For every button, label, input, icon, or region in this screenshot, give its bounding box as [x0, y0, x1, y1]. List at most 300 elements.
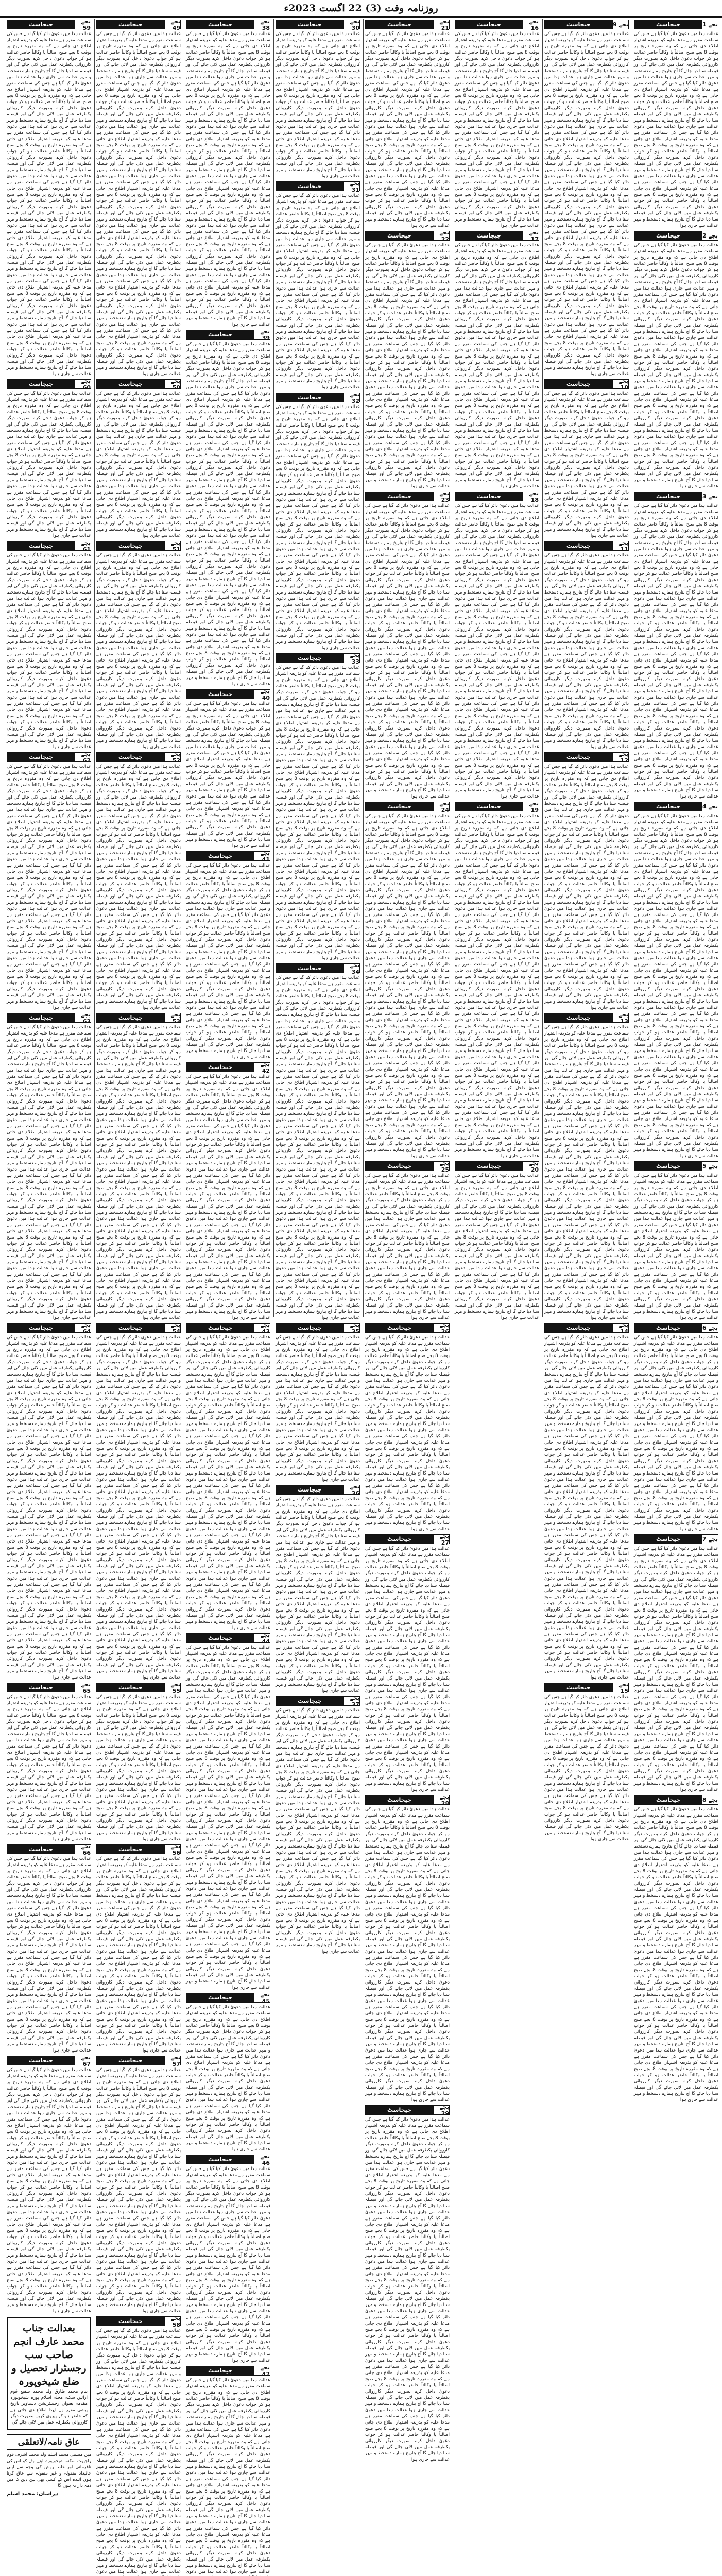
notice-number: بجے 37	[343, 1697, 359, 1705]
notice-number: بجے 22	[433, 231, 449, 240]
notice-body: عدالت ہذا میں دعویٰ دائر کیا گیا ہے جس کی سماعت مقرر ہے مدعا علیہ کو بذریعہ اشتہار اطلاع دی جاتی ہے کہ وہ مقررہ تاریخ پر بوقت 8 بجے صبح اصالتاً یا وکالتاً حاضر عدالت ہو کر جواب دعویٰ داخل کرے بصورت دیگر کارروائی یکطرفہ عمل میں لائی جائے گی اور فیصلہ سنا دیا جائے گا آج بتاریخ ہمارے دستخط و مہر عدالت سے جاری ہوا عدالت ہذا میں دعویٰ دائر کیا گیا ہے جس کی سماعت مقرر ہے مدعا علیہ کو بذریعہ اشتہار اطلاع دی جاتی ہے کہ وہ مقررہ تاریخ پر بوقت 8 بجے صبح اصالتاً یا وکالتاً حاضر عدالت ہو کر جواب دعویٰ داخل کرے بصورت دیگر کارروائی یکطرفہ عمل میں لائی جائے گی اور فیصلہ سنا دیا جائے گا آج بتاریخ ہمارے دستخط و مہر عدالت سے جاری ہوا عدالت ہذا میں دعویٰ دائر کیا گیا ہے جس کی سماعت مقرر ہے مدعا علیہ کو بذریعہ اشتہار اطلاع دی جاتی ہے کہ وہ مقررہ تاریخ پر بوقت 8 بجے صبح اصالتاً یا وکالتاً حاضر عدالت ہو کر جواب دعویٰ داخل کرے بصورت دیگر کارروائی یکطرفہ عمل میں لائی جائے گی اور فیصلہ سنا دیا جائے گا آج بتاریخ ہمارے دستخط و مہر عدالت سے جاری ہوا عدالت ہذا میں دعویٰ دائر کیا گیا ہے جس کی سماعت مقرر ہے مدعا علیہ کو بذریعہ اشتہار اطلاع دی جاتی ہے کہ وہ مقررہ تاریخ پر بوقت 8 بجے صبح اصالتاً یا وکالتاً حاضر عدالت ہو کر جواب دعویٰ داخل کرے بصورت دیگر کارروائی یکطرفہ عمل میں لائی جائے گی اور فیصلہ سنا دیا جائے گا آج بتاریخ ہمارے دستخط و مہر عدالت سے جاری ہوا عدالت ہذا میں دعویٰ دائر کیا گیا ہے جس کی سماعت مقرر ہے مدعا علیہ کو بذریعہ اشتہار اطلاع دی جاتی ہے کہ وہ مقررہ تاریخ پر بوقت 8 بجے صبح اصالتاً یا وکالتاً حاضر عدالت ہو کر جواب دعویٰ داخل کرے بصورت دیگر کارروائی یکطرفہ عمل میں لائی جائے گی اور فیصلہ سنا دیا جائے گا آج بتاریخ ہمارے دستخط و مہر عدالت سے جاری ہوا عدالت ہذا میں دعویٰ دائر کیا گیا ہے جس کی سماعت مقرر ہے مدعا علیہ کو بذریعہ اشتہار اطلاع دی جاتی ہے کہ وہ مقررہ تاریخ پر بوقت 8 بجے صبح اصالتاً یا وکالتاً حاضر عدالت ہو کر جواب دعویٰ داخل کرے بصورت دیگر کارروائی یکطرفہ عمل میں لائی جائے گی اور فیصلہ سنا دیا جائے گا آج بتاریخ ہمارے دستخط و مہر عدالت سے جاری ہوا	[455, 503, 539, 799]
notice-body: عدالت ہذا میں دعویٰ دائر کیا گیا ہے جس کی سماعت مقرر ہے مدعا علیہ کو بذریعہ اشتہار اطلاع دی جاتی ہے کہ وہ مقررہ تاریخ پر بوقت 8 بجے صبح اصالتاً یا وکالتاً حاضر عدالت ہو کر جواب دعویٰ داخل کرے بصورت دیگر کارروائی یکطرفہ عمل میں لائی جائے گی اور فیصلہ سنا دیا جائے گا آج بتاریخ ہمارے دستخط و مہر عدالت سے جاری ہوا عدالت ہذا میں دعویٰ دائر کیا گیا ہے جس کی سماعت مقرر ہے مدعا علیہ کو بذریعہ اشتہار اطلاع دی جاتی ہے کہ وہ مقررہ تاریخ پر بوقت 8 بجے صبح اصالتاً یا وکالتاً حاضر عدالت ہو کر جواب دعویٰ داخل کرے بصورت دیگر کارروائی یکطرفہ عمل میں لائی جائے گی اور فیصلہ سنا دیا جائے گا آج بتاریخ ہمارے دستخط و مہر عدالت سے جاری ہوا عدالت ہذا میں دعویٰ دائر کیا گیا ہے جس کی سماعت مقرر ہے مدعا علیہ کو بذریعہ اشتہار اطلاع دی جاتی ہے کہ وہ مقررہ تاریخ پر بوقت 8 بجے صبح اصالتاً یا وکالتاً حاضر عدالت ہو کر جواب دعویٰ داخل کرے بصورت دیگر کارروائی یکطرفہ عمل میں لائی جائے گی اور فیصلہ سنا دیا جائے گا آج بتاریخ ہمارے دستخط و مہر عدالت سے جاری ہوا عدالت ہذا میں دعویٰ دائر کیا گیا ہے جس کی سماعت مقرر ہے مدعا علیہ کو بذریعہ اشتہار اطلاع دی جاتی ہے کہ وہ مقررہ تاریخ پر بوقت 8 بجے صبح اصالتاً یا وکالتاً حاضر عدالت ہو کر جواب دعویٰ داخل کرے بصورت دیگر کارروائی یکطرفہ عمل میں لائی جائے گی اور فیصلہ سنا دیا جائے گا آج بتاریخ ہمارے دستخط و مہر عدالت سے جاری ہوا عدالت ہذا میں دعویٰ دائر کیا گیا ہے جس کی سماعت مقرر ہے مدعا علیہ کو بذریعہ اشتہار اطلاع دی جاتی ہے کہ وہ مقررہ تاریخ پر بوقت 8 بجے صبح اصالتاً یا وکالتاً حاضر عدالت ہو کر جواب دعویٰ داخل کرے بصورت دیگر کارروائی یکطرفہ عمل میں لائی جائے گی اور فیصلہ سنا دیا جائے گا آج بتاریخ ہمارے دستخط و مہر عدالت سے جاری ہوا عدالت ہذا میں دعویٰ دائر کیا گیا ہے جس کی سماعت مقرر ہے مدعا علیہ کو بذریعہ اشتہار اطلاع دی جاتی ہے کہ وہ مقررہ تاریخ پر بوقت 8 بجے صبح اصالتاً یا وکالتاً حاضر عدالت ہو کر جواب دعویٰ داخل کرے بصورت دیگر کارروائی یکطرفہ عمل میں لائی جائے گی اور فیصلہ سنا دیا جائے گا آج بتاریخ ہمارے دستخط و مہر عدالت سے جاری ہوا عدالت ہذا میں دعویٰ دائر کیا گیا ہے جس کی سماعت مقرر ہے مدعا علیہ کو بذریعہ اشتہار اطلاع دی جاتی ہے کہ وہ مقررہ تاریخ پر بوقت 8 بجے صبح اصالتاً یا وکالتاً حاضر عدالت ہو کر جواب دعویٰ داخل کرے بصورت دیگر کارروائی یکطرفہ عمل میں لائی جائے گی اور فیصلہ سنا دیا جائے گا آج بتاریخ ہمارے دستخط و مہر عدالت سے جاری ہوا	[544, 1335, 629, 1680]
notice-8	[634, 1795, 718, 2103]
notice-header	[7, 1013, 91, 1023]
notice-number: بجے 61	[75, 541, 91, 550]
notice-body: عدالت ہذا میں دعویٰ دائر کیا گیا ہے جس کی سماعت مقرر ہے مدعا علیہ کو بذریعہ اشتہار اطلاع دی جاتی ہے کہ وہ مقررہ تاریخ پر بوقت 8 بجے صبح اصالتاً یا وکالتاً حاضر عدالت ہو کر جواب دعویٰ داخل کرے بصورت دیگر کارروائی یکطرفہ عمل میں لائی جائے گی اور فیصلہ سنا دیا جائے گا آج بتاریخ ہمارے دستخط و مہر عدالت سے جاری ہوا عدالت ہذا میں دعویٰ دائر کیا گیا ہے جس کی سماعت مقرر ہے مدعا علیہ کو بذریعہ اشتہار اطلاع دی جاتی ہے کہ وہ مقررہ تاریخ پر بوقت 8 بجے صبح اصالتاً یا وکالتاً حاضر عدالت ہو کر جواب دعویٰ داخل کرے بصورت دیگر کارروائی یکطرفہ عمل میں لائی جائے گی اور فیصلہ سنا دیا جائے گا آج بتاریخ ہمارے دستخط و مہر عدالت سے جاری ہوا عدالت ہذا میں دعویٰ دائر کیا گیا ہے جس کی سماعت مقرر ہے مدعا علیہ کو بذریعہ اشتہار اطلاع دی جاتی ہے کہ وہ مقررہ تاریخ پر بوقت 8 بجے صبح اصالتاً یا وکالتاً حاضر عدالت ہو کر جواب دعویٰ داخل کرے بصورت دیگر کارروائی یکطرفہ عمل میں لائی جائے گی اور فیصلہ سنا دیا جائے گا آج بتاریخ ہمارے دستخط و مہر عدالت سے جاری ہوا	[276, 1335, 360, 1482]
notice-number: بجے 39	[254, 330, 270, 339]
notice-label: جیجاسٹ	[276, 654, 343, 663]
notice-label: جیجاسٹ	[7, 380, 75, 388]
notice-number: بجے 51	[164, 541, 180, 550]
notice-body: عدالت ہذا میں دعویٰ دائر کیا گیا ہے جس کی سماعت مقرر ہے مدعا علیہ کو بذریعہ اشتہار اطلاع دی جاتی ہے کہ وہ مقررہ تاریخ پر بوقت 8 بجے صبح اصالتاً یا وکالتاً حاضر عدالت ہو کر جواب دعویٰ داخل کرے بصورت دیگر کارروائی یکطرفہ عمل میں لائی جائے گی اور فیصلہ سنا دیا جائے گا آج بتاریخ ہمارے دستخط و مہر عدالت سے جاری ہوا عدالت ہذا میں دعویٰ دائر کیا گیا ہے جس کی سماعت مقرر ہے مدعا علیہ کو بذریعہ اشتہار اطلاع دی جاتی ہے کہ وہ مقررہ تاریخ پر بوقت 8 بجے صبح اصالتاً یا وکالتاً حاضر عدالت ہو کر جواب دعویٰ داخل کرے بصورت دیگر کارروائی یکطرفہ عمل میں لائی جائے گی اور فیصلہ سنا دیا جائے گا آج بتاریخ ہمارے دستخط و مہر عدالت سے جاری ہوا عدالت ہذا میں دعویٰ دائر کیا گیا ہے جس کی سماعت مقرر ہے مدعا علیہ کو بذریعہ اشتہار اطلاع دی جاتی ہے کہ وہ مقررہ تاریخ پر بوقت 8 بجے صبح اصالتاً یا وکالتاً حاضر عدالت ہو کر جواب دعویٰ داخل کرے بصورت دیگر کارروائی یکطرفہ عمل میں لائی جائے گی اور فیصلہ سنا دیا جائے گا آج بتاریخ ہمارے دستخط و مہر عدالت سے جاری ہوا	[276, 31, 360, 179]
notice-header	[455, 1161, 539, 1171]
notice-number: بجے 62	[75, 753, 91, 761]
notice-number: بجے 67	[75, 2056, 91, 2065]
notice-number: بجے 47	[254, 2366, 270, 2375]
notice-number: بجے 46	[254, 2155, 270, 2164]
notice-header	[634, 1795, 718, 1805]
notice-30	[276, 20, 360, 179]
notice-header	[634, 231, 718, 241]
notice-number: بجے 29	[433, 2106, 449, 2114]
notice-label: جیجاسٹ	[7, 541, 75, 550]
notice-number: بجے 24	[433, 802, 449, 811]
notice-body: عدالت ہذا میں دعویٰ دائر کیا گیا ہے جس کی سماعت مقرر ہے مدعا علیہ کو بذریعہ اشتہار اطلاع دی جاتی ہے کہ وہ مقررہ تاریخ پر بوقت 8 بجے صبح اصالتاً یا وکالتاً حاضر عدالت ہو کر جواب دعویٰ داخل کرے بصورت دیگر کارروائی یکطرفہ عمل میں لائی جائے گی اور فیصلہ سنا دیا جائے گا آج بتاریخ ہمارے دستخط و مہر عدالت سے جاری ہوا عدالت ہذا میں دعویٰ دائر کیا گیا ہے جس کی سماعت مقرر ہے مدعا علیہ کو بذریعہ اشتہار اطلاع دی جاتی ہے کہ وہ مقررہ تاریخ پر بوقت 8 بجے صبح اصالتاً یا وکالتاً حاضر عدالت ہو کر جواب دعویٰ داخل کرے بصورت دیگر کارروائی یکطرفہ عمل میں لائی جائے گی اور فیصلہ سنا دیا جائے گا آج بتاریخ ہمارے دستخط و مہر عدالت سے جاری ہوا عدالت ہذا میں دعویٰ دائر کیا گیا ہے جس کی سماعت مقرر ہے مدعا علیہ کو بذریعہ اشتہار اطلاع دی جاتی ہے کہ وہ مقررہ تاریخ پر بوقت 8 بجے صبح اصالتاً یا وکالتاً حاضر عدالت ہو کر جواب دعویٰ داخل کرے بصورت دیگر کارروائی یکطرفہ عمل میں لائی جائے گی اور فیصلہ سنا دیا جائے گا آج بتاریخ ہمارے دستخط و مہر عدالت سے جاری ہوا	[544, 1694, 629, 1842]
disown-title: عاق نامہ/لاتعلقی	[7, 2434, 91, 2450]
notice-label: جیجاسٹ	[186, 20, 254, 29]
notice-label: جیجاسٹ	[455, 802, 523, 811]
notice-header	[186, 1323, 270, 1333]
notice-40	[186, 689, 270, 849]
notice-number: بجے 7	[702, 1536, 718, 1543]
notice-body: عدالت ہذا میں دعویٰ دائر کیا گیا ہے جس کی سماعت مقرر ہے مدعا علیہ کو بذریعہ اشتہار اطلاع دی جاتی ہے کہ وہ مقررہ تاریخ پر بوقت 8 بجے صبح اصالتاً یا وکالتاً حاضر عدالت ہو کر جواب دعویٰ داخل کرے بصورت دیگر کارروائی یکطرفہ عمل میں لائی جائے گی اور فیصلہ سنا دیا جائے گا آج بتاریخ ہمارے دستخط و مہر عدالت سے جاری ہوا عدالت ہذا میں دعویٰ دائر کیا گیا ہے جس کی سماعت مقرر ہے مدعا علیہ کو بذریعہ اشتہار اطلاع دی جاتی ہے کہ وہ مقررہ تاریخ پر بوقت 8 بجے صبح اصالتاً یا وکالتاً حاضر عدالت ہو کر جواب دعویٰ داخل کرے بصورت دیگر کارروائی یکطرفہ عمل میں لائی جائے گی اور فیصلہ سنا دیا جائے گا آج بتاریخ ہمارے دستخط و مہر عدالت سے جاری ہوا عدالت ہذا میں دعویٰ دائر کیا گیا ہے جس کی سماعت مقرر ہے مدعا علیہ کو بذریعہ اشتہار اطلاع دی جاتی ہے کہ وہ مقررہ تاریخ پر بوقت 8 بجے صبح اصالتاً یا وکالتاً حاضر عدالت ہو کر جواب دعویٰ داخل کرے بصورت دیگر کارروائی یکطرفہ عمل میں لائی جائے گی اور فیصلہ سنا دیا جائے گا آج بتاریخ ہمارے دستخط و مہر عدالت سے جاری ہوا عدالت ہذا میں دعویٰ دائر کیا گیا ہے جس کی سماعت مقرر ہے مدعا علیہ کو بذریعہ اشتہار اطلاع دی جاتی ہے کہ وہ مقررہ تاریخ پر بوقت 8 بجے صبح اصالتاً یا وکالتاً حاضر عدالت ہو کر جواب دعویٰ داخل کرے بصورت دیگر کارروائی یکطرفہ عمل میں لائی جائے گی اور فیصلہ سنا دیا جائے گا آج بتاریخ ہمارے دستخط و مہر عدالت سے جاری ہوا	[634, 31, 718, 228]
notice-body: عدالت ہذا میں دعویٰ دائر کیا گیا ہے جس کی سماعت مقرر ہے مدعا علیہ کو بذریعہ اشتہار اطلاع دی جاتی ہے کہ وہ مقررہ تاریخ پر بوقت 8 بجے صبح اصالتاً یا وکالتاً حاضر عدالت ہو کر جواب دعویٰ داخل کرے بصورت دیگر کارروائی یکطرفہ عمل میں لائی جائے گی اور فیصلہ سنا دیا جائے گا آج بتاریخ ہمارے دستخط و مہر عدالت سے جاری ہوا عدالت ہذا میں دعویٰ دائر کیا گیا ہے جس کی سماعت مقرر ہے مدعا علیہ کو بذریعہ اشتہار اطلاع دی جاتی ہے کہ وہ مقررہ تاریخ پر بوقت 8 بجے صبح اصالتاً یا وکالتاً حاضر عدالت ہو کر جواب دعویٰ داخل کرے بصورت دیگر کارروائی یکطرفہ عمل میں لائی جائے گی اور فیصلہ سنا دیا جائے گا آج بتاریخ ہمارے دستخط و مہر عدالت سے جاری ہوا عدالت ہذا میں دعویٰ دائر کیا گیا ہے جس کی سماعت مقرر ہے مدعا علیہ کو بذریعہ اشتہار اطلاع دی جاتی ہے کہ وہ مقررہ تاریخ پر بوقت 8 بجے صبح اصالتاً یا وکالتاً حاضر عدالت ہو کر جواب دعویٰ داخل کرے بصورت دیگر کارروائی یکطرفہ عمل میں لائی جائے گی اور فیصلہ سنا دیا جائے گا آج بتاریخ ہمارے دستخط و مہر عدالت سے جاری ہوا عدالت ہذا میں دعویٰ دائر کیا گیا ہے جس کی سماعت مقرر ہے مدعا علیہ کو بذریعہ اشتہار اطلاع دی جاتی ہے کہ وہ مقررہ تاریخ پر بوقت 8 بجے صبح اصالتاً یا وکالتاً حاضر عدالت ہو کر جواب دعویٰ داخل کرے بصورت دیگر کارروائی یکطرفہ عمل میں لائی جائے گی اور فیصلہ سنا دیا جائے گا آج بتاریخ ہمارے دستخط و مہر عدالت سے جاری ہوا عدالت ہذا میں دعویٰ دائر کیا گیا ہے جس کی سماعت مقرر ہے مدعا علیہ کو بذریعہ اشتہار اطلاع دی جاتی ہے کہ وہ مقررہ تاریخ پر بوقت 8 بجے صبح اصالتاً یا وکالتاً حاضر عدالت ہو کر جواب دعویٰ داخل کرے بصورت دیگر کارروائی یکطرفہ عمل میں لائی جائے گی اور فیصلہ سنا دیا جائے گا آج بتاریخ ہمارے دستخط و مہر عدالت سے جاری ہوا عدالت ہذا میں دعویٰ	[96, 2328, 181, 2574]
notice-label: جیجاسٹ	[276, 20, 343, 29]
notice-header	[7, 2056, 91, 2065]
notice-header	[365, 1161, 450, 1171]
notice-body: عدالت ہذا میں دعویٰ دائر کیا گیا ہے جس کی سماعت مقرر ہے مدعا علیہ کو بذریعہ اشتہار اطلاع دی جاتی ہے کہ وہ مقررہ تاریخ پر بوقت 8 بجے صبح اصالتاً یا وکالتاً حاضر عدالت ہو کر جواب دعویٰ داخل کرے بصورت دیگر کارروائی یکطرفہ عمل میں لائی جائے گی اور فیصلہ سنا دیا جائے گا آج بتاریخ ہمارے دستخط و مہر عدالت سے جاری ہوا عدالت ہذا میں دعویٰ دائر کیا گیا ہے جس کی سماعت مقرر ہے مدعا علیہ کو بذریعہ اشتہار اطلاع دی جاتی ہے کہ وہ مقررہ تاریخ پر بوقت 8 بجے صبح اصالتاً یا وکالتاً حاضر عدالت ہو کر جواب دعویٰ داخل کرے بصورت دیگر کارروائی یکطرفہ عمل میں لائی جائے گی اور فیصلہ سنا دیا جائے گا آج بتاریخ ہمارے دستخط و مہر عدالت سے جاری ہوا عدالت ہذا میں دعویٰ دائر کیا گیا ہے جس کی سماعت مقرر ہے مدعا علیہ کو بذریعہ اشتہار اطلاع دی جاتی ہے کہ وہ مقررہ تاریخ پر بوقت 8 بجے صبح اصالتاً یا وکالتاً حاضر عدالت ہو کر جواب دعویٰ داخل کرے بصورت دیگر کارروائی یکطرفہ عمل میں لائی جائے گی اور فیصلہ سنا دیا جائے گا آج بتاریخ ہمارے دستخط و مہر عدالت سے جاری ہوا عدالت ہذا میں دعویٰ دائر کیا گیا ہے جس کی سماعت مقرر ہے مدعا علیہ کو بذریعہ اشتہار اطلاع دی جاتی ہے کہ وہ مقررہ تاریخ پر بوقت 8 بجے صبح اصالتاً یا وکالتاً حاضر عدالت ہو کر جواب دعویٰ داخل کرے بصورت دیگر کارروائی یکطرفہ عمل میں لائی جائے گی اور فیصلہ سنا دیا جائے گا آج بتاریخ ہمارے دستخط و مہر عدالت سے جاری ہوا عدالت ہذا میں دعویٰ دائر کیا گیا ہے جس کی سماعت مقرر ہے مدعا علیہ کو بذریعہ اشتہار اطلاع دی جاتی ہے کہ وہ مقررہ تاریخ پر بوقت 8 بجے صبح اصالتاً یا وکالتاً حاضر عدالت ہو کر جواب دعویٰ داخل کرے بصورت دیگر کارروائی یکطرفہ عمل میں لائی جائے گی اور فیصلہ سنا دیا جائے گا آج بتاریخ ہمارے دستخط و مہر عدالت سے جاری ہوا	[455, 243, 539, 489]
column-2	[542, 19, 630, 1842]
notice-header	[544, 1323, 629, 1333]
notice-body: عدالت ہذا میں دعویٰ دائر کیا گیا ہے جس کی سماعت مقرر ہے مدعا علیہ کو بذریعہ اشتہار اطلاع دی جاتی ہے کہ وہ مقررہ تاریخ پر بوقت 8 بجے صبح اصالتاً یا وکالتاً حاضر عدالت ہو کر جواب دعویٰ داخل کرے بصورت دیگر کارروائی یکطرفہ عمل میں لائی جائے گی اور فیصلہ سنا دیا جائے گا آج بتاریخ ہمارے دستخط و مہر عدالت سے جاری ہوا عدالت ہذا میں دعویٰ دائر کیا گیا ہے جس کی سماعت مقرر ہے مدعا علیہ کو بذریعہ اشتہار اطلاع دی جاتی ہے کہ وہ مقررہ تاریخ پر بوقت 8 بجے صبح اصالتاً یا وکالتاً حاضر عدالت ہو کر جواب دعویٰ داخل کرے بصورت دیگر کارروائی یکطرفہ عمل میں لائی جائے گی اور فیصلہ سنا دیا جائے گا آج بتاریخ ہمارے دستخط و مہر عدالت سے جاری ہوا عدالت ہذا میں دعویٰ دائر کیا گیا ہے جس کی سماعت مقرر ہے مدعا علیہ کو بذریعہ اشتہار اطلاع دی جاتی ہے کہ وہ مقررہ تاریخ پر بوقت 8 بجے صبح اصالتاً یا وکالتاً حاضر عدالت ہو کر جواب دعویٰ داخل کرے بصورت دیگر کارروائی یکطرفہ عمل میں لائی جائے گی اور فیصلہ سنا دیا جائے گا آج بتاریخ ہمارے دستخط و مہر عدالت سے جاری ہوا	[96, 1694, 181, 1842]
notice-label: جیجاسٹ	[186, 690, 254, 699]
notice-label: جیجاسٹ	[634, 1795, 702, 1804]
notice-body: عدالت ہذا میں دعویٰ دائر کیا گیا ہے جس کی سماعت مقرر ہے مدعا علیہ کو بذریعہ اشتہار اطلاع دی جاتی ہے کہ وہ مقررہ تاریخ پر بوقت 8 بجے صبح اصالتاً یا وکالتاً حاضر عدالت ہو کر جواب دعویٰ داخل کرے بصورت دیگر کارروائی یکطرفہ عمل میں لائی جائے گی اور فیصلہ سنا دیا جائے گا آج بتاریخ ہمارے دستخط و مہر عدالت سے جاری ہوا عدالت ہذا میں دعویٰ دائر کیا گیا ہے جس کی سماعت مقرر ہے مدعا علیہ کو بذریعہ اشتہار اطلاع دی جاتی ہے کہ وہ مقررہ تاریخ پر بوقت 8 بجے صبح اصالتاً یا وکالتاً حاضر عدالت ہو کر جواب دعویٰ داخل کرے بصورت دیگر کارروائی یکطرفہ عمل میں لائی جائے گی اور فیصلہ سنا دیا جائے گا آج بتاریخ ہمارے دستخط و مہر عدالت سے جاری ہوا عدالت ہذا میں دعویٰ دائر کیا گیا ہے جس کی سماعت مقرر ہے مدعا علیہ کو بذریعہ اشتہار اطلاع دی جاتی ہے کہ وہ مقررہ تاریخ پر بوقت 8 بجے صبح اصالتاً یا وکالتاً حاضر عدالت ہو کر جواب دعویٰ داخل کرے بصورت دیگر کارروائی یکطرفہ عمل میں لائی جائے گی اور فیصلہ سنا دیا جائے گا آج بتاریخ ہمارے دستخط و مہر عدالت سے جاری ہوا عدالت ہذا میں دعویٰ دائر کیا گیا ہے جس کی سماعت مقرر ہے مدعا علیہ کو بذریعہ اشتہار اطلاع دی جاتی ہے کہ وہ مقررہ تاریخ پر بوقت 8 بجے صبح اصالتاً یا وکالتاً حاضر عدالت ہو کر جواب دعویٰ داخل کرے بصورت دیگر کارروائی یکطرفہ عمل میں لائی جائے گی اور فیصلہ سنا دیا جائے گا آج بتاریخ ہمارے دستخط و مہر عدالت سے جاری ہوا	[186, 2166, 270, 2363]
notice-body: عدالت ہذا میں دعویٰ دائر کیا گیا ہے جس کی سماعت مقرر ہے مدعا علیہ کو بذریعہ اشتہار اطلاع دی جاتی ہے کہ وہ مقررہ تاریخ پر بوقت 8 بجے صبح اصالتاً یا وکالتاً حاضر عدالت ہو کر جواب دعویٰ داخل کرے بصورت دیگر کارروائی یکطرفہ عمل میں لائی جائے گی اور فیصلہ سنا دیا جائے گا آج بتاریخ ہمارے دستخط و مہر عدالت سے جاری ہوا عدالت ہذا میں دعویٰ دائر کیا گیا ہے جس کی سماعت مقرر ہے مدعا علیہ کو بذریعہ اشتہار اطلاع دی جاتی ہے کہ وہ مقررہ تاریخ پر بوقت 8 بجے صبح اصالتاً یا وکالتاً حاضر عدالت ہو کر جواب دعویٰ داخل کرے بصورت دیگر کارروائی یکطرفہ عمل میں لائی جائے گی اور فیصلہ سنا دیا جائے گا آج بتاریخ ہمارے دستخط و مہر عدالت سے جاری ہوا عدالت ہذا میں دعویٰ دائر کیا گیا ہے جس کی سماعت مقرر ہے مدعا علیہ کو بذریعہ اشتہار اطلاع دی جاتی ہے کہ وہ مقررہ تاریخ پر بوقت 8 بجے صبح اصالتاً یا وکالتاً حاضر عدالت ہو کر جواب دعویٰ داخل کرے بصورت دیگر کارروائی یکطرفہ عمل میں لائی جائے گی اور فیصلہ سنا دیا جائے گا آج بتاریخ ہمارے دستخط و مہر عدالت سے جاری ہوا عدالت ہذا میں دعویٰ دائر کیا گیا ہے جس کی سماعت مقرر ہے مدعا علیہ کو بذریعہ اشتہار اطلاع دی جاتی ہے کہ وہ مقررہ تاریخ پر بوقت 8 بجے صبح اصالتاً یا وکالتاً حاضر عدالت ہو کر جواب دعویٰ داخل کرے بصورت دیگر کارروائی یکطرفہ عمل میں لائی جائے گی اور فیصلہ سنا دیا جائے گا آج بتاریخ ہمارے دستخط و مہر عدالت سے جاری ہوا	[186, 863, 270, 1060]
notice-number: بجے 19	[523, 802, 539, 811]
notice-header	[544, 752, 629, 762]
notice-number: بجے 31	[343, 182, 359, 191]
notice-number: بجے 49	[164, 20, 180, 29]
column-7	[94, 18, 182, 2574]
notice-body: عدالت ہذا میں دعویٰ دائر کیا گیا ہے جس کی سماعت مقرر ہے مدعا علیہ کو بذریعہ اشتہار اطلاع دی جاتی ہے کہ وہ مقررہ تاریخ پر بوقت 8 بجے صبح اصالتاً یا وکالتاً حاضر عدالت ہو کر جواب دعویٰ داخل کرے بصورت دیگر کارروائی یکطرفہ عمل میں لائی جائے گی اور فیصلہ سنا دیا جائے گا آج بتاریخ ہمارے دستخط و مہر عدالت سے جاری ہوا عدالت ہذا میں دعویٰ دائر کیا گیا ہے جس کی سماعت مقرر ہے مدعا علیہ کو بذریعہ اشتہار اطلاع دی جاتی ہے کہ وہ مقررہ تاریخ پر بوقت 8 بجے صبح اصالتاً یا وکالتاً حاضر عدالت ہو کر جواب دعویٰ داخل کرے بصورت دیگر کارروائی یکطرفہ عمل میں لائی جائے گی اور فیصلہ سنا دیا جائے گا آج بتاریخ ہمارے دستخط و مہر عدالت سے جاری ہوا عدالت ہذا میں دعویٰ دائر کیا گیا ہے جس کی سماعت مقرر ہے مدعا علیہ کو بذریعہ اشتہار اطلاع دی جاتی ہے کہ وہ مقررہ تاریخ پر بوقت 8 بجے صبح اصالتاً یا وکالتاً حاضر عدالت ہو کر جواب دعویٰ داخل کرے بصورت دیگر کارروائی یکطرفہ عمل میں لائی جائے گی اور فیصلہ سنا دیا جائے گا آج بتاریخ ہمارے دستخط و مہر عدالت سے جاری ہوا عدالت ہذا میں دعویٰ دائر کیا گیا ہے جس کی سماعت مقرر ہے مدعا علیہ کو بذریعہ اشتہار اطلاع دی جاتی ہے کہ وہ مقررہ تاریخ پر بوقت 8 بجے صبح اصالتاً یا وکالتاً حاضر عدالت ہو کر جواب دعویٰ داخل کرے بصورت دیگر کارروائی یکطرفہ عمل میں لائی جائے گی اور فیصلہ سنا دیا جائے گا آج بتاریخ ہمارے دستخط و مہر عدالت سے جاری ہوا عدالت ہذا میں دعویٰ دائر کیا گیا ہے جس کی سماعت مقرر ہے مدعا علیہ کو بذریعہ اشتہار اطلاع دی جاتی ہے کہ وہ مقررہ تاریخ پر بوقت 8 بجے صبح اصالتاً یا وکالتاً حاضر عدالت ہو کر جواب دعویٰ داخل کرے بصورت دیگر کارروائی یکطرفہ عمل میں لائی جائے گی اور فیصلہ سنا دیا جائے گا آج بتاریخ ہمارے دستخط و مہر عدالت سے جاری ہوا	[544, 764, 629, 1010]
notice-13	[544, 1013, 629, 1321]
notice-label: جیجاسٹ	[455, 492, 523, 501]
notice-number: بجے 35	[343, 1324, 359, 1332]
notice-body: عدالت ہذا میں دعویٰ دائر کیا گیا ہے جس کی سماعت مقرر ہے مدعا علیہ کو بذریعہ اشتہار اطلاع دی جاتی ہے کہ وہ مقررہ تاریخ پر بوقت 8 بجے صبح اصالتاً یا وکالتاً حاضر عدالت ہو کر جواب دعویٰ داخل کرے بصورت دیگر کارروائی یکطرفہ عمل میں لائی جائے گی اور فیصلہ سنا دیا جائے گا آج بتاریخ ہمارے دستخط و مہر عدالت سے جاری ہوا عدالت ہذا میں دعویٰ دائر کیا گیا ہے جس کی سماعت مقرر ہے مدعا علیہ کو بذریعہ اشتہار اطلاع دی جاتی ہے کہ وہ مقررہ تاریخ پر بوقت 8 بجے صبح اصالتاً یا وکالتاً حاضر عدالت ہو کر جواب دعویٰ داخل کرے بصورت دیگر کارروائی یکطرفہ عمل میں لائی جائے گی اور فیصلہ سنا دیا جائے گا آج بتاریخ ہمارے دستخط و مہر عدالت سے جاری ہوا عدالت ہذا میں دعویٰ دائر کیا گیا ہے جس کی سماعت مقرر ہے مدعا علیہ کو بذریعہ اشتہار اطلاع دی جاتی ہے کہ وہ مقررہ تاریخ پر بوقت 8 بجے صبح اصالتاً یا وکالتاً حاضر عدالت ہو کر جواب دعویٰ داخل کرے بصورت دیگر کارروائی یکطرفہ عمل میں لائی جائے گی اور فیصلہ سنا دیا جائے گا آج بتاریخ ہمارے دستخط و مہر عدالت سے جاری ہوا عدالت ہذا میں دعویٰ دائر کیا گیا ہے جس کی سماعت مقرر ہے مدعا علیہ کو بذریعہ اشتہار اطلاع دی جاتی ہے کہ وہ مقررہ تاریخ پر بوقت 8 بجے صبح اصالتاً یا وکالتاً حاضر عدالت ہو کر جواب دعویٰ داخل کرے بصورت دیگر کارروائی یکطرفہ عمل میں لائی جائے گی اور فیصلہ سنا دیا جائے گا آج بتاریخ ہمارے دستخط و مہر عدالت سے جاری ہوا عدالت ہذا میں دعویٰ دائر کیا گیا ہے جس کی سماعت مقرر ہے مدعا علیہ کو بذریعہ اشتہار اطلاع دی جاتی ہے کہ وہ مقررہ تاریخ پر بوقت 8 بجے صبح اصالتاً یا وکالتاً حاضر عدالت ہو کر جواب دعویٰ داخل کرے بصورت دیگر کارروائی یکطرفہ عمل میں لائی جائے گی اور فیصلہ سنا دیا جائے گا آج بتاریخ ہمارے دستخط و مہر عدالت سے جاری ہوا عدالت ہذا میں دعویٰ دائر کیا گیا ہے جس کی سماعت مقرر ہے مدعا علیہ کو بذریعہ اشتہار اطلاع دی جاتی ہے کہ وہ مقررہ تاریخ پر بوقت 8 بجے صبح اصالتاً یا وکالتاً حاضر عدالت ہو کر جواب دعویٰ داخل کرے بصورت دیگر کارروائی یکطرفہ عمل میں لائی جائے گی اور فیصلہ سنا دیا جائے گا آج بتاریخ ہمارے دستخط و مہر عدالت سے جاری ہوا عدالت ہذا میں دعویٰ دائر کیا گیا ہے جس کی سماعت مقرر ہے مدعا علیہ کو بذریعہ اشتہار اطلاع دی جاتی ہے کہ وہ مقررہ تاریخ پر بوقت 8 بجے صبح اصالتاً یا وکالتاً حاضر عدالت ہو کر جواب دعویٰ داخل کرے بصورت دیگر کارروائی یکطرفہ عمل میں لائی جائے گی اور فیصلہ سنا دیا جائے گا آج بتاریخ ہمارے دستخط و مہر عدالت سے جاری ہوا	[7, 31, 91, 377]
notice-35	[276, 1323, 360, 1483]
notice-header	[365, 1795, 450, 1805]
notice-59	[7, 20, 91, 377]
notice-header	[96, 1683, 181, 1692]
notice-label: جیجاسٹ	[366, 1324, 433, 1332]
notice-body: عدالت ہذا میں دعویٰ دائر کیا گیا ہے جس کی سماعت مقرر ہے مدعا علیہ کو بذریعہ اشتہار اطلاع دی جاتی ہے کہ وہ مقررہ تاریخ پر بوقت 8 بجے صبح اصالتاً یا وکالتاً حاضر عدالت ہو کر جواب دعویٰ داخل کرے بصورت دیگر کارروائی یکطرفہ عمل میں لائی جائے گی اور فیصلہ سنا دیا جائے گا آج بتاریخ ہمارے دستخط و مہر عدالت سے جاری ہوا عدالت ہذا میں دعویٰ دائر کیا گیا ہے جس کی سماعت مقرر ہے مدعا علیہ کو بذریعہ اشتہار اطلاع دی جاتی ہے کہ وہ مقررہ تاریخ پر بوقت 8 بجے صبح اصالتاً یا وکالتاً حاضر عدالت ہو کر جواب دعویٰ داخل کرے بصورت دیگر کارروائی یکطرفہ عمل میں لائی جائے گی اور فیصلہ سنا دیا جائے گا آج بتاریخ ہمارے دستخط و مہر عدالت سے جاری ہوا عدالت ہذا میں دعویٰ دائر کیا گیا ہے جس کی سماعت مقرر ہے مدعا علیہ کو بذریعہ اشتہار اطلاع دی جاتی ہے کہ وہ مقررہ تاریخ پر بوقت 8 بجے صبح اصالتاً یا وکالتاً حاضر عدالت ہو کر جواب دعویٰ داخل کرے بصورت دیگر کارروائی یکطرفہ عمل میں لائی جائے گی اور فیصلہ سنا دیا جائے گا آج بتاریخ ہمارے دستخط و مہر عدالت سے جاری ہوا عدالت ہذا میں دعویٰ دائر کیا گیا ہے جس کی سماعت مقرر ہے مدعا علیہ کو بذریعہ اشتہار اطلاع دی جاتی ہے کہ وہ مقررہ تاریخ پر بوقت 8 بجے صبح اصالتاً یا وکالتاً حاضر عدالت ہو کر جواب دعویٰ داخل کرے بصورت دیگر کارروائی یکطرفہ عمل میں لائی جائے گی اور فیصلہ سنا دیا جائے گا آج بتاریخ ہمارے دستخط و مہر عدالت سے جاری ہوا عدالت ہذا میں دعویٰ دائر کیا گیا ہے جس کی سماعت مقرر ہے مدعا علیہ کو بذریعہ اشتہار اطلاع دی جاتی ہے کہ وہ مقررہ تاریخ پر بوقت 8 بجے صبح اصالتاً یا وکالتاً حاضر عدالت ہو کر جواب دعویٰ داخل کرے بصورت دیگر کارروائی یکطرفہ عمل میں لائی جائے گی اور فیصلہ سنا دیا جائے گا آج بتاریخ ہمارے دستخط و مہر عدالت سے جاری ہوا عدالت ہذا میں دعویٰ دائر کیا گیا ہے جس کی سماعت مقرر ہے مدعا علیہ کو بذریعہ اشتہار اطلاع دی جاتی ہے کہ وہ مقررہ تاریخ پر بوقت 8 بجے صبح اصالتاً یا وکالتاً حاضر عدالت ہو کر جواب دعویٰ داخل کرے بصورت دیگر کارروائی یکطرفہ عمل میں لائی جائے گی اور فیصلہ سنا دیا جائے گا آج بتاریخ ہمارے دستخط و مہر عدالت سے جاری ہوا	[544, 1025, 629, 1320]
notice-18	[455, 489, 539, 800]
notice-header	[365, 1323, 450, 1333]
notice-number: بجے 23	[433, 492, 449, 501]
notice-body: عدالت ہذا میں دعویٰ دائر کیا گیا ہے جس کی سماعت مقرر ہے مدعا علیہ کو بذریعہ اشتہار اطلاع دی جاتی ہے کہ وہ مقررہ تاریخ پر بوقت 8 بجے صبح اصالتاً یا وکالتاً حاضر عدالت ہو کر جواب دعویٰ داخل کرے بصورت دیگر کارروائی یکطرفہ عمل میں لائی جائے گی اور فیصلہ سنا دیا جائے گا آج بتاریخ ہمارے دستخط و مہر عدالت سے جاری ہوا عدالت ہذا میں دعویٰ دائر کیا گیا ہے جس کی سماعت مقرر ہے مدعا علیہ کو بذریعہ اشتہار اطلاع دی جاتی ہے کہ وہ مقررہ تاریخ پر بوقت 8 بجے صبح اصالتاً یا وکالتاً حاضر عدالت ہو کر جواب دعویٰ داخل کرے بصورت دیگر کارروائی یکطرفہ عمل میں لائی جائے گی اور فیصلہ سنا دیا جائے گا آج بتاریخ ہمارے دستخط و مہر عدالت سے جاری ہوا عدالت ہذا میں دعویٰ دائر کیا گیا ہے جس کی سماعت مقرر ہے مدعا علیہ کو بذریعہ اشتہار اطلاع دی جاتی ہے کہ وہ مقررہ تاریخ پر بوقت 8 بجے صبح اصالتاً یا وکالتاً حاضر عدالت ہو کر جواب دعویٰ داخل کرے بصورت دیگر کارروائی یکطرفہ عمل میں لائی جائے گی اور فیصلہ سنا دیا جائے گا آج بتاریخ ہمارے دستخط و مہر عدالت سے جاری ہوا عدالت ہذا میں دعویٰ دائر کیا گیا ہے جس کی سماعت مقرر ہے مدعا علیہ کو بذریعہ اشتہار اطلاع دی جاتی ہے کہ وہ مقررہ تاریخ پر بوقت 8 بجے صبح اصالتاً یا وکالتاً حاضر عدالت ہو کر جواب دعویٰ داخل کرے بصورت دیگر کارروائی یکطرفہ عمل میں لائی جائے گی اور فیصلہ سنا دیا جائے گا آج بتاریخ ہمارے دستخط و مہر عدالت سے جاری ہوا عدالت ہذا میں دعویٰ دائر کیا گیا ہے جس کی سماعت مقرر ہے مدعا علیہ کو بذریعہ اشتہار اطلاع دی جاتی ہے کہ وہ مقررہ تاریخ پر بوقت 8 بجے صبح اصالتاً یا وکالتاً حاضر عدالت ہو کر جواب دعویٰ داخل کرے بصورت دیگر کارروائی یکطرفہ عمل میں لائی جائے گی اور فیصلہ سنا دیا جائے گا آج بتاریخ ہمارے دستخط و مہر عدالت سے جاری ہوا	[276, 1708, 360, 1954]
notice-body: عدالت ہذا میں دعویٰ دائر کیا گیا ہے جس کی سماعت مقرر ہے مدعا علیہ کو بذریعہ اشتہار اطلاع دی جاتی ہے کہ وہ مقررہ تاریخ پر بوقت 8 بجے صبح اصالتاً یا وکالتاً حاضر عدالت ہو کر جواب دعویٰ داخل کرے بصورت دیگر کارروائی یکطرفہ عمل میں لائی جائے گی اور فیصلہ سنا دیا جائے گا آج بتاریخ ہمارے دستخط و مہر عدالت سے جاری ہوا عدالت ہذا میں دعویٰ دائر کیا گیا ہے جس کی سماعت مقرر ہے مدعا علیہ کو بذریعہ اشتہار اطلاع دی جاتی ہے کہ وہ مقررہ تاریخ پر بوقت 8 بجے صبح اصالتاً یا وکالتاً حاضر عدالت ہو کر جواب دعویٰ داخل کرے بصورت دیگر کارروائی یکطرفہ عمل میں لائی جائے گی اور فیصلہ سنا دیا جائے گا آج بتاریخ ہمارے دستخط و مہر عدالت سے جاری ہوا عدالت ہذا میں دعویٰ دائر کیا گیا ہے جس کی سماعت مقرر ہے مدعا علیہ کو بذریعہ اشتہار اطلاع دی جاتی ہے کہ وہ مقررہ تاریخ پر بوقت 8 بجے صبح اصالتاً یا وکالتاً حاضر عدالت ہو کر جواب دعویٰ داخل کرے بصورت دیگر کارروائی یکطرفہ عمل میں لائی جائے گی اور فیصلہ سنا دیا جائے گا آج بتاریخ ہمارے دستخط و مہر عدالت سے جاری ہوا عدالت ہذا میں دعویٰ دائر کیا گیا ہے جس کی سماعت مقرر ہے مدعا علیہ کو بذریعہ اشتہار اطلاع دی جاتی ہے کہ وہ مقررہ تاریخ پر بوقت 8 بجے صبح اصالتاً یا وکالتاً حاضر عدالت ہو کر جواب دعویٰ داخل کرے بصورت دیگر کارروائی یکطرفہ عمل میں لائی جائے گی اور فیصلہ سنا دیا جائے گا آج بتاریخ ہمارے دستخط و مہر عدالت سے جاری ہوا عدالت ہذا میں دعویٰ دائر کیا گیا ہے جس کی سماعت مقرر ہے مدعا علیہ کو بذریعہ اشتہار اطلاع دی جاتی ہے کہ وہ مقررہ تاریخ پر بوقت 8 بجے صبح اصالتاً یا وکالتاً حاضر عدالت ہو کر جواب دعویٰ داخل کرے بصورت دیگر کارروائی یکطرفہ عمل میں لائی جائے گی اور فیصلہ سنا دیا جائے گا آج بتاریخ ہمارے دستخط و مہر عدالت سے جاری ہوا عدالت ہذا میں دعویٰ دائر کیا گیا ہے جس کی سماعت مقرر ہے مدعا علیہ کو بذریعہ اشتہار اطلاع دی جاتی ہے کہ وہ مقررہ تاریخ پر بوقت 8 بجے صبح اصالتاً یا وکالتاً حاضر عدالت ہو کر جواب دعویٰ داخل کرے بصورت دیگر کارروائی یکطرفہ عمل میں لائی جائے گی اور فیصلہ سنا دیا جائے گا آج بتاریخ ہمارے دستخط و مہر عدالت سے جاری ہوا عدالت ہذا میں دعویٰ دائر کیا گیا ہے جس کی سماعت مقرر ہے مدعا علیہ کو بذریعہ اشتہار اطلاع دی جاتی ہے کہ وہ مقررہ تاریخ پر بوقت 8 بجے صبح اصالتاً یا وکالتاً حاضر عدالت ہو کر جواب دعویٰ داخل کرے بصورت دیگر کارروائی یکطرفہ عمل میں لائی جائے گی اور فیصلہ سنا دیا جائے گا آج بتاریخ ہمارے دستخط و مہر عدالت سے جاری ہوا	[365, 2117, 450, 2462]
notice-header	[276, 653, 360, 663]
notice-header	[96, 1013, 181, 1023]
notice-38	[186, 20, 270, 328]
notice-label: جیجاسٹ	[366, 20, 433, 29]
notice-header	[544, 20, 629, 29]
notice-body: عدالت ہذا میں دعویٰ دائر کیا گیا ہے جس کی سماعت مقرر ہے مدعا علیہ کو بذریعہ اشتہار اطلاع دی جاتی ہے کہ وہ مقررہ تاریخ پر بوقت 8 بجے صبح اصالتاً یا وکالتاً حاضر عدالت ہو کر جواب دعویٰ داخل کرے بصورت دیگر کارروائی یکطرفہ عمل میں لائی جائے گی اور فیصلہ سنا دیا جائے گا آج بتاریخ ہمارے دستخط و مہر عدالت سے جاری ہوا عدالت ہذا میں دعویٰ دائر کیا گیا ہے جس کی سماعت مقرر ہے مدعا علیہ کو بذریعہ اشتہار اطلاع دی جاتی ہے کہ وہ مقررہ تاریخ پر بوقت 8 بجے صبح اصالتاً یا وکالتاً حاضر عدالت ہو کر جواب دعویٰ داخل کرے بصورت دیگر کارروائی یکطرفہ عمل میں لائی جائے گی اور فیصلہ سنا دیا جائے گا آج بتاریخ ہمارے دستخط و مہر عدالت سے جاری ہوا عدالت ہذا میں دعویٰ دائر کیا گیا ہے جس کی سماعت مقرر ہے مدعا علیہ کو بذریعہ اشتہار اطلاع دی جاتی ہے کہ وہ مقررہ تاریخ پر بوقت 8 بجے صبح اصالتاً یا وکالتاً حاضر عدالت ہو کر جواب دعویٰ داخل کرے بصورت دیگر کارروائی یکطرفہ عمل میں لائی جائے گی اور فیصلہ سنا دیا جائے گا آج بتاریخ ہمارے دستخط و مہر عدالت سے جاری ہوا	[7, 1694, 91, 1842]
notice-9	[544, 20, 629, 377]
notice-label: جیجاسٹ	[366, 492, 433, 501]
notice-number: بجے 6	[702, 1325, 718, 1331]
notice-64	[7, 1323, 91, 1681]
notice-header	[96, 1323, 181, 1333]
notice-61	[7, 541, 91, 750]
notice-43	[186, 1323, 270, 1631]
notice-number: بجے 13	[612, 1013, 628, 1022]
notice-label: جیجاسٹ	[366, 1795, 433, 1804]
notice-body: عدالت ہذا میں دعویٰ دائر کیا گیا ہے جس کی سماعت مقرر ہے مدعا علیہ کو بذریعہ اشتہار اطلاع دی جاتی ہے کہ وہ مقررہ تاریخ پر بوقت 8 بجے صبح اصالتاً یا وکالتاً حاضر عدالت ہو کر جواب دعویٰ داخل کرے بصورت دیگر کارروائی یکطرفہ عمل میں لائی جائے گی اور فیصلہ سنا دیا جائے گا آج بتاریخ ہمارے دستخط و مہر عدالت سے جاری ہوا عدالت ہذا میں دعویٰ دائر کیا گیا ہے جس کی سماعت مقرر ہے مدعا علیہ کو بذریعہ اشتہار اطلاع دی جاتی ہے کہ وہ مقررہ تاریخ پر بوقت 8 بجے صبح اصالتاً یا وکالتاً حاضر عدالت ہو کر جواب دعویٰ داخل کرے بصورت دیگر کارروائی یکطرفہ عمل میں لائی جائے گی اور فیصلہ سنا دیا جائے گا آج بتاریخ ہمارے دستخط و مہر عدالت سے جاری ہوا عدالت ہذا میں دعویٰ دائر کیا گیا ہے جس کی سماعت مقرر ہے مدعا علیہ کو بذریعہ اشتہار اطلاع دی جاتی ہے کہ وہ مقررہ تاریخ پر بوقت 8 بجے صبح اصالتاً یا وکالتاً حاضر عدالت ہو کر جواب دعویٰ داخل کرے بصورت دیگر کارروائی یکطرفہ عمل میں لائی جائے گی اور فیصلہ سنا دیا جائے گا آج بتاریخ ہمارے دستخط و مہر عدالت سے جاری ہوا عدالت ہذا میں دعویٰ دائر کیا گیا ہے جس کی سماعت مقرر ہے مدعا علیہ کو بذریعہ اشتہار اطلاع دی جاتی ہے کہ وہ مقررہ تاریخ پر بوقت 8 بجے صبح اصالتاً یا وکالتاً حاضر عدالت ہو کر جواب دعویٰ داخل کرے بصورت دیگر کارروائی یکطرفہ عمل میں لائی جائے گی اور فیصلہ سنا دیا جائے گا آج بتاریخ ہمارے دستخط و مہر عدالت سے جاری ہوا عدالت ہذا میں دعویٰ دائر کیا گیا ہے جس کی سماعت مقرر ہے مدعا علیہ کو بذریعہ اشتہار اطلاع دی جاتی ہے کہ وہ مقررہ تاریخ پر بوقت 8 بجے صبح اصالتاً یا وکالتاً حاضر عدالت ہو کر جواب دعویٰ داخل کرے بصورت دیگر کارروائی یکطرفہ عمل میں لائی جائے گی اور فیصلہ سنا دیا جائے گا آج بتاریخ ہمارے دستخط و مہر عدالت سے جاری ہوا عدالت ہذا میں دعویٰ دائر کیا گیا ہے جس کی سماعت مقرر ہے مدعا علیہ کو بذریعہ اشتہار اطلاع دی جاتی ہے کہ وہ مقررہ تاریخ پر بوقت 8 بجے صبح اصالتاً یا وکالتاً حاضر عدالت ہو کر جواب دعویٰ داخل کرے بصورت دیگر کارروائی یکطرفہ عمل میں لائی جائے گی اور فیصلہ سنا دیا جائے گا آج بتاریخ ہمارے دستخط و مہر عدالت سے جاری ہوا عدالت ہذا میں دعویٰ دائر کیا گیا ہے جس کی سماعت مقرر ہے مدعا علیہ کو بذریعہ اشتہار اطلاع دی جاتی ہے کہ وہ مقررہ تاریخ پر بوقت 8 بجے صبح اصالتاً یا وکالتاً حاضر عدالت ہو کر جواب دعویٰ داخل کرے بصورت دیگر کارروائی یکطرفہ عمل میں لائی جائے گی اور فیصلہ سنا دیا جائے گا آج بتاریخ ہمارے دستخط و مہر عدالت سے جاری ہوا	[96, 31, 181, 377]
notice-body: عدالت ہذا میں دعویٰ دائر کیا گیا ہے جس کی سماعت مقرر ہے مدعا علیہ کو بذریعہ اشتہار اطلاع دی جاتی ہے کہ وہ مقررہ تاریخ پر بوقت 8 بجے صبح اصالتاً یا وکالتاً حاضر عدالت ہو کر جواب دعویٰ داخل کرے بصورت دیگر کارروائی یکطرفہ عمل میں لائی جائے گی اور فیصلہ سنا دیا جائے گا آج بتاریخ ہمارے دستخط و مہر عدالت سے جاری ہوا عدالت ہذا میں دعویٰ دائر کیا گیا ہے جس کی سماعت مقرر ہے مدعا علیہ کو بذریعہ اشتہار اطلاع دی جاتی ہے کہ وہ مقررہ تاریخ پر بوقت 8 بجے صبح اصالتاً یا وکالتاً حاضر عدالت ہو کر جواب دعویٰ داخل کرے بصورت دیگر کارروائی یکطرفہ عمل میں لائی جائے گی اور فیصلہ سنا دیا جائے گا آج بتاریخ ہمارے دستخط و مہر عدالت سے جاری ہوا عدالت ہذا میں دعویٰ دائر کیا گیا ہے جس کی سماعت مقرر ہے مدعا علیہ کو بذریعہ اشتہار اطلاع دی جاتی ہے کہ وہ مقررہ تاریخ پر بوقت 8 بجے صبح اصالتاً یا وکالتاً حاضر عدالت ہو کر جواب دعویٰ داخل کرے بصورت دیگر کارروائی یکطرفہ عمل میں لائی جائے گی اور فیصلہ سنا دیا جائے گا آج بتاریخ ہمارے دستخط و مہر عدالت سے جاری ہوا	[365, 1173, 450, 1320]
notice-label: جیجاسٹ	[97, 2056, 164, 2065]
notice-header	[96, 2056, 181, 2065]
notice-header	[7, 541, 91, 551]
notice-label: جیجاسٹ	[276, 1697, 343, 1705]
notice-57	[96, 2056, 181, 2314]
notice-header	[365, 1534, 450, 1544]
notice-label: جیجاسٹ	[545, 1324, 612, 1332]
notice-29	[365, 2105, 450, 2463]
notice-header	[7, 1683, 91, 1692]
notice-label: جیجاسٹ	[276, 964, 343, 973]
notice-body: عدالت ہذا میں دعویٰ دائر کیا گیا ہے جس کی سماعت مقرر ہے مدعا علیہ کو بذریعہ اشتہار اطلاع دی جاتی ہے کہ وہ مقررہ تاریخ پر بوقت 8 بجے صبح اصالتاً یا وکالتاً حاضر عدالت ہو کر جواب دعویٰ داخل کرے بصورت دیگر کارروائی یکطرفہ عمل میں لائی جائے گی اور فیصلہ سنا دیا جائے گا آج بتاریخ ہمارے دستخط و مہر عدالت سے جاری ہوا عدالت ہذا میں دعویٰ دائر کیا گیا ہے جس کی سماعت مقرر ہے مدعا علیہ کو بذریعہ اشتہار اطلاع دی جاتی ہے کہ وہ مقررہ تاریخ پر بوقت 8 بجے صبح اصالتاً یا وکالتاً حاضر عدالت ہو کر جواب دعویٰ داخل کرے بصورت دیگر کارروائی یکطرفہ عمل میں لائی جائے گی اور فیصلہ سنا دیا جائے گا آج بتاریخ ہمارے دستخط و مہر عدالت سے جاری ہوا عدالت ہذا میں دعویٰ دائر کیا گیا ہے جس کی سماعت مقرر ہے مدعا علیہ کو بذریعہ اشتہار اطلاع دی جاتی ہے کہ وہ مقررہ تاریخ پر بوقت 8 بجے صبح اصالتاً یا وکالتاً حاضر عدالت ہو کر جواب دعویٰ داخل کرے بصورت دیگر کارروائی یکطرفہ عمل میں لائی جائے گی اور فیصلہ سنا دیا جائے گا آج بتاریخ ہمارے دستخط و مہر عدالت سے جاری ہوا عدالت ہذا میں دعویٰ دائر کیا گیا ہے جس کی سماعت مقرر ہے مدعا علیہ کو بذریعہ اشتہار اطلاع دی جاتی ہے کہ وہ مقررہ تاریخ پر بوقت 8 بجے صبح اصالتاً یا وکالتاً حاضر عدالت ہو کر جواب دعویٰ داخل کرے بصورت دیگر کارروائی یکطرفہ عمل میں لائی جائے گی اور فیصلہ سنا دیا جائے گا آج بتاریخ ہمارے دستخط و مہر عدالت سے جاری ہوا عدالت ہذا میں دعویٰ دائر کیا گیا ہے جس کی سماعت مقرر ہے مدعا علیہ کو بذریعہ اشتہار اطلاع دی جاتی ہے کہ وہ مقررہ تاریخ پر بوقت 8 بجے صبح اصالتاً یا وکالتاً حاضر عدالت ہو کر جواب دعویٰ داخل کرے بصورت دیگر کارروائی یکطرفہ عمل میں لائی جائے گی اور فیصلہ سنا دیا جائے گا آج بتاریخ ہمارے دستخط و مہر عدالت سے جاری ہوا عدالت ہذا میں دعویٰ دائر کیا گیا ہے جس کی سماعت مقرر ہے مدعا علیہ کو بذریعہ اشتہار اطلاع دی جاتی ہے کہ وہ مقررہ تاریخ پر بوقت 8 بجے صبح اصالتاً یا وکالتاً حاضر عدالت ہو کر جواب دعویٰ داخل کرے بصورت دیگر کارروائی یکطرفہ عمل میں لائی جائے گی اور فیصلہ سنا دیا جائے گا آج بتاریخ ہمارے دستخط و مہر عدالت سے جاری ہوا	[365, 503, 450, 799]
notice-number: بجے 10	[612, 380, 628, 388]
notice-52	[96, 752, 181, 1011]
notice-label: جیجاسٹ	[545, 1683, 612, 1692]
notice-label: جیجاسٹ	[366, 1535, 433, 1544]
notice-header	[7, 20, 91, 29]
notice-number: بجے 26	[433, 1324, 449, 1332]
notice-header	[96, 20, 181, 29]
notice-number: بجے 36	[343, 1485, 359, 1494]
notice-body: عدالت ہذا میں دعویٰ دائر کیا گیا ہے جس کی سماعت مقرر ہے مدعا علیہ کو بذریعہ اشتہار اطلاع دی جاتی ہے کہ وہ مقررہ تاریخ پر بوقت 8 بجے صبح اصالتاً یا وکالتاً حاضر عدالت ہو کر جواب دعویٰ داخل کرے بصورت دیگر کارروائی یکطرفہ عمل میں لائی جائے گی اور فیصلہ سنا دیا جائے گا آج بتاریخ ہمارے دستخط و مہر عدالت سے جاری ہوا عدالت ہذا میں دعویٰ دائر کیا گیا ہے جس کی سماعت مقرر ہے مدعا علیہ کو بذریعہ اشتہار اطلاع دی جاتی ہے کہ وہ مقررہ تاریخ پر بوقت 8 بجے صبح اصالتاً یا وکالتاً حاضر عدالت ہو کر جواب دعویٰ داخل کرے بصورت دیگر کارروائی یکطرفہ عمل میں لائی جائے گی اور فیصلہ سنا دیا جائے گا آج بتاریخ ہمارے دستخط و مہر عدالت سے جاری ہوا عدالت ہذا میں دعویٰ دائر کیا گیا ہے جس کی سماعت مقرر ہے مدعا علیہ کو بذریعہ اشتہار اطلاع دی جاتی ہے کہ وہ مقررہ تاریخ پر بوقت 8 بجے صبح اصالتاً یا وکالتاً حاضر عدالت ہو کر جواب دعویٰ داخل کرے بصورت دیگر کارروائی یکطرفہ عمل میں لائی جائے گی اور فیصلہ سنا دیا جائے گا آج بتاریخ ہمارے دستخط و مہر عدالت سے جاری ہوا عدالت ہذا میں دعویٰ دائر کیا گیا ہے جس کی سماعت مقرر ہے مدعا علیہ کو بذریعہ اشتہار اطلاع دی جاتی ہے کہ وہ مقررہ تاریخ پر بوقت 8 بجے صبح اصالتاً یا وکالتاً حاضر عدالت ہو کر جواب دعویٰ داخل کرے بصورت دیگر کارروائی یکطرفہ عمل میں لائی جائے گی اور فیصلہ سنا دیا جائے گا آج بتاریخ ہمارے دستخط و مہر عدالت سے جاری ہوا عدالت ہذا میں دعویٰ دائر کیا گیا ہے جس کی سماعت مقرر ہے مدعا علیہ کو بذریعہ اشتہار اطلاع دی جاتی ہے کہ وہ مقررہ تاریخ پر بوقت 8 بجے صبح اصالتاً یا وکالتاً حاضر عدالت ہو کر جواب دعویٰ داخل کرے بصورت دیگر کارروائی یکطرفہ عمل میں لائی جائے گی اور فیصلہ سنا دیا جائے گا آج بتاریخ ہمارے دستخط و مہر عدالت سے جاری ہوا	[365, 243, 450, 489]
notice-4	[634, 802, 718, 1159]
notice-body: عدالت ہذا میں دعویٰ دائر کیا گیا ہے جس کی سماعت مقرر ہے مدعا علیہ کو بذریعہ اشتہار اطلاع دی جاتی ہے کہ وہ مقررہ تاریخ پر بوقت 8 بجے صبح اصالتاً یا وکالتاً حاضر عدالت ہو کر جواب دعویٰ داخل کرے بصورت دیگر کارروائی یکطرفہ عمل میں لائی جائے گی اور فیصلہ سنا دیا جائے گا آج بتاریخ ہمارے دستخط و مہر عدالت سے جاری ہوا عدالت ہذا میں دعویٰ دائر کیا گیا ہے جس کی سماعت مقرر ہے مدعا علیہ کو بذریعہ اشتہار اطلاع دی جاتی ہے کہ وہ مقررہ تاریخ پر بوقت 8 بجے صبح اصالتاً یا وکالتاً حاضر عدالت ہو کر جواب دعویٰ داخل کرے بصورت دیگر کارروائی یکطرفہ عمل میں لائی جائے گی اور فیصلہ سنا دیا جائے گا آج بتاریخ ہمارے دستخط و مہر عدالت سے جاری ہوا عدالت ہذا میں دعویٰ دائر کیا گیا ہے جس کی سماعت مقرر ہے مدعا علیہ کو بذریعہ اشتہار اطلاع دی جاتی ہے کہ وہ مقررہ تاریخ پر بوقت 8 بجے صبح اصالتاً یا وکالتاً حاضر عدالت ہو کر جواب دعویٰ داخل کرے بصورت دیگر کارروائی یکطرفہ عمل میں لائی جائے گی اور فیصلہ سنا دیا جائے گا آج بتاریخ ہمارے دستخط و مہر عدالت سے جاری ہوا عدالت ہذا میں دعویٰ دائر کیا گیا ہے جس کی سماعت مقرر ہے مدعا علیہ کو بذریعہ اشتہار اطلاع دی جاتی ہے کہ وہ مقررہ تاریخ پر بوقت 8 بجے صبح اصالتاً یا وکالتاً حاضر عدالت ہو کر جواب دعویٰ داخل کرے بصورت دیگر کارروائی یکطرفہ عمل میں لائی جائے گی اور فیصلہ سنا دیا جائے گا آج بتاریخ ہمارے دستخط و مہر عدالت سے جاری ہوا عدالت ہذا میں دعویٰ دائر کیا گیا ہے جس کی سماعت مقرر ہے مدعا علیہ کو بذریعہ اشتہار اطلاع دی جاتی ہے کہ وہ مقررہ تاریخ پر بوقت 8 بجے صبح اصالتاً یا وکالتاً حاضر عدالت ہو کر جواب دعویٰ داخل کرے بصورت دیگر کارروائی یکطرفہ عمل میں لائی جائے گی اور فیصلہ سنا دیا جائے گا آج بتاریخ ہمارے دستخط و مہر عدالت سے جاری ہوا	[96, 764, 181, 1010]
notice-header	[544, 379, 629, 389]
notice-37	[276, 1696, 360, 1955]
notice-body: عدالت ہذا میں دعویٰ دائر کیا گیا ہے جس کی سماعت مقرر ہے مدعا علیہ کو بذریعہ اشتہار اطلاع دی جاتی ہے کہ وہ مقررہ تاریخ پر بوقت 8 بجے صبح اصالتاً یا وکالتاً حاضر عدالت ہو کر جواب دعویٰ داخل کرے بصورت دیگر کارروائی یکطرفہ عمل میں لائی جائے گی اور فیصلہ سنا دیا جائے گا آج بتاریخ ہمارے دستخط و مہر عدالت سے جاری ہوا عدالت ہذا میں دعویٰ دائر کیا گیا ہے جس کی سماعت مقرر ہے مدعا علیہ کو بذریعہ اشتہار اطلاع دی جاتی ہے کہ وہ مقررہ تاریخ پر بوقت 8 بجے صبح اصالتاً یا وکالتاً حاضر عدالت ہو کر جواب دعویٰ داخل کرے بصورت دیگر کارروائی یکطرفہ عمل میں لائی جائے گی اور فیصلہ سنا دیا جائے گا آج بتاریخ ہمارے دستخط و مہر عدالت سے جاری ہوا عدالت ہذا میں دعویٰ دائر کیا گیا ہے جس کی سماعت مقرر ہے مدعا علیہ کو بذریعہ اشتہار اطلاع دی جاتی ہے کہ وہ مقررہ تاریخ پر بوقت 8 بجے صبح اصالتاً یا وکالتاً حاضر عدالت ہو کر جواب دعویٰ داخل کرے بصورت دیگر کارروائی یکطرفہ عمل میں لائی جائے گی اور فیصلہ سنا دیا جائے گا آج بتاریخ ہمارے دستخط و مہر عدالت سے جاری ہوا عدالت ہذا میں دعویٰ دائر کیا گیا ہے جس کی سماعت مقرر ہے مدعا علیہ کو بذریعہ اشتہار اطلاع دی جاتی ہے کہ وہ مقررہ تاریخ پر بوقت 8 بجے صبح اصالتاً یا وکالتاً حاضر عدالت ہو کر جواب دعویٰ داخل کرے بصورت دیگر کارروائی یکطرفہ عمل میں لائی جائے گی اور فیصلہ سنا دیا جائے گا آج بتاریخ ہمارے دستخط و مہر عدالت سے جاری ہوا	[96, 553, 181, 750]
notice-body: عدالت ہذا میں دعویٰ دائر کیا گیا ہے جس کی سماعت مقرر ہے مدعا علیہ کو بذریعہ اشتہار اطلاع دی جاتی ہے کہ وہ مقررہ تاریخ پر بوقت 8 بجے صبح اصالتاً یا وکالتاً حاضر عدالت ہو کر جواب دعویٰ داخل کرے بصورت دیگر کارروائی یکطرفہ عمل میں لائی جائے گی اور فیصلہ سنا دیا جائے گا آج بتاریخ ہمارے دستخط و مہر عدالت سے جاری ہوا عدالت ہذا میں دعویٰ دائر کیا گیا ہے جس کی سماعت مقرر ہے مدعا علیہ کو بذریعہ اشتہار اطلاع دی جاتی ہے کہ وہ مقررہ تاریخ پر بوقت 8 بجے صبح اصالتاً یا وکالتاً حاضر عدالت ہو کر جواب دعویٰ داخل کرے بصورت دیگر کارروائی یکطرفہ عمل میں لائی جائے گی اور فیصلہ سنا دیا جائے گا آج بتاریخ ہمارے دستخط و مہر عدالت سے جاری ہوا عدالت ہذا میں دعویٰ دائر کیا گیا ہے جس کی سماعت مقرر ہے مدعا علیہ کو بذریعہ اشتہار اطلاع دی جاتی ہے کہ وہ مقررہ تاریخ پر بوقت 8 بجے صبح اصالتاً یا وکالتاً حاضر عدالت ہو کر جواب دعویٰ داخل کرے بصورت دیگر کارروائی یکطرفہ عمل میں لائی جائے گی اور فیصلہ سنا دیا جائے گا آج بتاریخ ہمارے دستخط و مہر عدالت سے جاری ہوا عدالت ہذا میں دعویٰ دائر کیا گیا ہے جس کی سماعت مقرر ہے مدعا علیہ کو بذریعہ اشتہار اطلاع دی جاتی ہے کہ وہ مقررہ تاریخ پر بوقت 8 بجے صبح اصالتاً یا وکالتاً حاضر عدالت ہو کر جواب دعویٰ داخل کرے بصورت دیگر کارروائی یکطرفہ عمل میں لائی جائے گی اور فیصلہ سنا دیا جائے گا آج بتاریخ ہمارے دستخط و مہر عدالت سے جاری ہوا	[455, 31, 539, 228]
notice-label: جیجاسٹ	[97, 20, 164, 29]
notice-47	[186, 2366, 270, 2576]
notice-number: بجے 54	[164, 1324, 180, 1332]
notice-label: جیجاسٹ	[97, 380, 164, 388]
notice-number: بجے 65	[75, 1683, 91, 1692]
notice-number: بجے 9	[613, 21, 628, 28]
notice-body: عدالت ہذا میں دعویٰ دائر کیا گیا ہے جس کی سماعت مقرر ہے مدعا علیہ کو بذریعہ اشتہار اطلاع دی جاتی ہے کہ وہ مقررہ تاریخ پر بوقت 8 بجے صبح اصالتاً یا وکالتاً حاضر عدالت ہو کر جواب دعویٰ داخل کرے بصورت دیگر کارروائی یکطرفہ عمل میں لائی جائے گی اور فیصلہ سنا دیا جائے گا آج بتاریخ ہمارے دستخط و مہر عدالت سے جاری ہوا عدالت ہذا میں دعویٰ دائر کیا گیا ہے جس کی سماعت مقرر ہے مدعا علیہ کو بذریعہ اشتہار اطلاع دی جاتی ہے کہ وہ مقررہ تاریخ پر بوقت 8 بجے صبح اصالتاً یا وکالتاً حاضر عدالت ہو کر جواب دعویٰ داخل کرے بصورت دیگر کارروائی یکطرفہ عمل میں لائی جائے گی اور فیصلہ سنا دیا جائے گا آج بتاریخ ہمارے دستخط و مہر عدالت سے جاری ہوا عدالت ہذا میں دعویٰ دائر کیا گیا ہے جس کی سماعت مقرر ہے مدعا علیہ کو بذریعہ اشتہار اطلاع دی جاتی ہے کہ وہ مقررہ تاریخ پر بوقت 8 بجے صبح اصالتاً یا وکالتاً حاضر عدالت ہو کر جواب دعویٰ داخل کرے بصورت دیگر کارروائی یکطرفہ عمل میں لائی جائے گی اور فیصلہ سنا دیا جائے گا آج بتاریخ ہمارے دستخط و مہر عدالت سے جاری ہوا عدالت ہذا میں دعویٰ دائر کیا گیا ہے جس کی سماعت مقرر ہے مدعا علیہ کو بذریعہ اشتہار اطلاع دی جاتی ہے کہ وہ مقررہ تاریخ پر بوقت 8 بجے صبح اصالتاً یا وکالتاً حاضر عدالت ہو کر جواب دعویٰ داخل کرے بصورت دیگر کارروائی یکطرفہ عمل میں لائی جائے گی اور فیصلہ سنا دیا جائے گا آج بتاریخ ہمارے دستخط و مہر عدالت سے جاری ہوا عدالت ہذا میں دعویٰ دائر کیا گیا ہے جس کی سماعت مقرر ہے مدعا علیہ کو بذریعہ اشتہار اطلاع دی جاتی ہے کہ وہ مقررہ تاریخ پر بوقت 8 بجے صبح اصالتاً یا وکالتاً حاضر عدالت ہو کر جواب دعویٰ داخل کرے بصورت دیگر کارروائی یکطرفہ عمل میں لائی جائے گی اور فیصلہ سنا دیا جائے گا آج بتاریخ ہمارے دستخط و مہر عدالت سے جاری ہوا عدالت ہذا میں دعویٰ دائر کیا گیا ہے جس کی سماعت مقرر ہے مدعا علیہ کو بذریعہ اشتہار اطلاع دی جاتی ہے کہ وہ مقررہ تاریخ پر بوقت 8 بجے صبح اصالتاً یا وکالتاً حاضر عدالت ہو کر جواب دعویٰ داخل کرے بصورت دیگر کارروائی یکطرفہ عمل میں لائی جائے گی اور فیصلہ سنا دیا جائے گا آج بتاریخ ہمارے دستخط و مہر عدالت سے جاری ہوا	[276, 665, 360, 961]
notice-67	[7, 2056, 91, 2314]
notice-body: عدالت ہذا میں دعویٰ دائر کیا گیا ہے جس کی سماعت مقرر ہے مدعا علیہ کو بذریعہ اشتہار اطلاع دی جاتی ہے کہ وہ مقررہ تاریخ پر بوقت 8 بجے صبح اصالتاً یا وکالتاً حاضر عدالت ہو کر جواب دعویٰ داخل کرے بصورت دیگر کارروائی یکطرفہ عمل میں لائی جائے گی اور فیصلہ سنا دیا جائے گا آج بتاریخ ہمارے دستخط و مہر عدالت سے جاری ہوا عدالت ہذا میں دعویٰ دائر کیا گیا ہے جس کی سماعت مقرر ہے مدعا علیہ کو بذریعہ اشتہار اطلاع دی جاتی ہے کہ وہ مقررہ تاریخ پر بوقت 8 بجے صبح اصالتاً یا وکالتاً حاضر عدالت ہو کر جواب دعویٰ داخل کرے بصورت دیگر کارروائی یکطرفہ عمل میں لائی جائے گی اور فیصلہ سنا دیا جائے گا آج بتاریخ ہمارے دستخط و مہر عدالت سے جاری ہوا عدالت ہذا میں دعویٰ دائر کیا گیا ہے جس کی سماعت مقرر ہے مدعا علیہ کو بذریعہ اشتہار اطلاع دی جاتی ہے کہ وہ مقررہ تاریخ پر بوقت 8 بجے صبح اصالتاً یا وکالتاً حاضر عدالت ہو کر جواب دعویٰ داخل کرے بصورت دیگر کارروائی یکطرفہ عمل میں لائی جائے گی اور فیصلہ سنا دیا جائے گا آج بتاریخ ہمارے دستخط و مہر عدالت سے جاری ہوا عدالت ہذا میں دعویٰ دائر کیا گیا ہے جس کی سماعت مقرر ہے مدعا علیہ کو بذریعہ اشتہار اطلاع دی جاتی ہے کہ وہ مقررہ تاریخ پر بوقت 8 بجے صبح اصالتاً یا وکالتاً حاضر عدالت ہو کر جواب دعویٰ داخل کرے بصورت دیگر کارروائی یکطرفہ عمل میں لائی جائے گی اور فیصلہ سنا دیا جائے گا آج بتاریخ ہمارے دستخط و مہر عدالت سے جاری ہوا	[365, 31, 450, 228]
notice-number: بجے 15	[612, 1683, 628, 1692]
notice-body: عدالت ہذا میں دعویٰ دائر کیا گیا ہے جس کی سماعت مقرر ہے مدعا علیہ کو بذریعہ اشتہار اطلاع دی جاتی ہے کہ وہ مقررہ تاریخ پر بوقت 8 بجے صبح اصالتاً یا وکالتاً حاضر عدالت ہو کر جواب دعویٰ داخل کرے بصورت دیگر کارروائی یکطرفہ عمل میں لائی جائے گی اور فیصلہ سنا دیا جائے گا آج بتاریخ ہمارے دستخط و مہر عدالت سے جاری ہوا عدالت ہذا میں دعویٰ دائر کیا گیا ہے جس کی سماعت مقرر ہے مدعا علیہ کو بذریعہ اشتہار اطلاع دی جاتی ہے کہ وہ مقررہ تاریخ پر بوقت 8 بجے صبح اصالتاً یا وکالتاً حاضر عدالت ہو کر جواب دعویٰ داخل کرے بصورت دیگر کارروائی یکطرفہ عمل میں لائی جائے گی اور فیصلہ سنا دیا جائے گا آج بتاریخ ہمارے دستخط و مہر عدالت سے جاری ہوا عدالت ہذا میں دعویٰ دائر کیا گیا ہے جس کی سماعت مقرر ہے مدعا علیہ کو بذریعہ اشتہار اطلاع دی جاتی ہے کہ وہ مقررہ تاریخ پر بوقت 8 بجے صبح اصالتاً یا وکالتاً حاضر عدالت ہو کر جواب دعویٰ داخل کرے بصورت دیگر کارروائی یکطرفہ عمل میں لائی جائے گی اور فیصلہ سنا دیا جائے گا آج بتاریخ ہمارے دستخط و مہر عدالت سے جاری ہوا عدالت ہذا میں دعویٰ دائر کیا گیا ہے جس کی سماعت مقرر ہے مدعا علیہ کو بذریعہ اشتہار اطلاع دی جاتی ہے کہ وہ مقررہ تاریخ پر بوقت 8 بجے صبح اصالتاً یا وکالتاً حاضر عدالت ہو کر جواب دعویٰ داخل کرے بصورت دیگر کارروائی یکطرفہ عمل میں لائی جائے گی اور فیصلہ سنا دیا جائے گا آج بتاریخ ہمارے دستخط و مہر عدالت سے جاری ہوا عدالت ہذا میں دعویٰ دائر کیا گیا ہے جس کی سماعت مقرر ہے مدعا علیہ کو بذریعہ اشتہار اطلاع دی جاتی ہے کہ وہ مقررہ تاریخ پر بوقت 8 بجے صبح اصالتاً یا وکالتاً حاضر عدالت ہو کر جواب دعویٰ داخل کرے بصورت دیگر کارروائی یکطرفہ عمل میں لائی جائے گی اور فیصلہ سنا دیا جائے گا آج بتاریخ ہمارے دستخط و مہر عدالت سے جاری ہوا عدالت ہذا میں دعویٰ دائر کیا گیا ہے جس کی سماعت مقرر ہے مدعا علیہ کو بذریعہ اشتہار اطلاع دی جاتی ہے کہ وہ مقررہ تاریخ پر بوقت 8 بجے صبح اصالتاً یا وکالتاً حاضر عدالت ہو کر جواب دعویٰ داخل کرے بصورت دیگر کارروائی یکطرفہ عمل میں لائی جائے گی اور فیصلہ سنا دیا جائے گا آج بتاریخ ہمارے دستخط و مہر عدالت سے جاری ہوا عدالت ہذا میں دعویٰ دائر کیا گیا ہے جس کی سماعت مقرر ہے مدعا علیہ کو بذریعہ اشتہار اطلاع دی جاتی ہے کہ وہ مقررہ تاریخ پر بوقت 8 بجے صبح اصالتاً یا وکالتاً حاضر عدالت ہو کر جواب دعویٰ داخل کرے بصورت دیگر کارروائی یکطرفہ عمل میں لائی جائے گی اور فیصلہ سنا دیا جائے گا آج بتاریخ ہمارے دستخط و مہر عدالت سے جاری ہوا	[96, 1335, 181, 1680]
notice-header	[276, 1485, 360, 1495]
notice-21	[365, 20, 450, 229]
notice-22	[365, 231, 450, 489]
notice-46	[186, 2155, 270, 2364]
notice-23	[365, 489, 450, 800]
notice-number: بجے 2	[702, 232, 718, 239]
notice-63	[7, 1013, 91, 1321]
notice-60	[7, 379, 91, 539]
notice-label: جیجاسٹ	[545, 541, 612, 550]
notice-header	[634, 1534, 718, 1544]
notice-label: جیجاسٹ	[97, 1845, 164, 1854]
notice-body: عدالت ہذا میں دعویٰ دائر کیا گیا ہے جس کی سماعت مقرر ہے مدعا علیہ کو بذریعہ اشتہار اطلاع دی جاتی ہے کہ وہ مقررہ تاریخ پر بوقت 8 بجے صبح اصالتاً یا وکالتاً حاضر عدالت ہو کر جواب دعویٰ داخل کرے بصورت دیگر کارروائی یکطرفہ عمل میں لائی جائے گی اور فیصلہ سنا دیا جائے گا آج بتاریخ ہمارے دستخط و مہر عدالت سے جاری ہوا عدالت ہذا میں دعویٰ دائر کیا گیا ہے جس کی سماعت مقرر ہے مدعا علیہ کو بذریعہ اشتہار اطلاع دی جاتی ہے کہ وہ مقررہ تاریخ پر بوقت 8 بجے صبح اصالتاً یا وکالتاً حاضر عدالت ہو کر جواب دعویٰ داخل کرے بصورت دیگر کارروائی یکطرفہ عمل میں لائی جائے گی اور فیصلہ سنا دیا جائے گا آج بتاریخ ہمارے دستخط و مہر عدالت سے جاری ہوا عدالت ہذا میں دعویٰ دائر کیا گیا ہے جس کی سماعت مقرر ہے مدعا علیہ کو بذریعہ اشتہار اطلاع دی جاتی ہے کہ وہ مقررہ تاریخ پر بوقت 8 بجے صبح اصالتاً یا وکالتاً حاضر عدالت ہو کر جواب دعویٰ داخل کرے بصورت دیگر کارروائی یکطرفہ عمل میں لائی جائے گی اور فیصلہ سنا دیا جائے گا آج بتاریخ ہمارے دستخط و مہر عدالت سے جاری ہوا عدالت ہذا میں دعویٰ دائر کیا گیا ہے جس کی سماعت مقرر ہے مدعا علیہ کو بذریعہ اشتہار اطلاع دی جاتی ہے کہ وہ مقررہ تاریخ پر بوقت 8 بجے صبح اصالتاً یا وکالتاً حاضر عدالت ہو کر جواب دعویٰ داخل کرے بصورت دیگر کارروائی یکطرفہ عمل میں لائی جائے گی اور فیصلہ سنا دیا جائے گا آج بتاریخ ہمارے دستخط و مہر عدالت سے جاری ہوا عدالت ہذا میں دعویٰ دائر کیا گیا ہے جس کی سماعت مقرر ہے مدعا علیہ کو بذریعہ اشتہار اطلاع دی جاتی ہے کہ وہ مقررہ تاریخ پر بوقت 8 بجے صبح اصالتاً یا وکالتاً حاضر عدالت ہو کر جواب دعویٰ داخل کرے بصورت دیگر کارروائی یکطرفہ عمل میں لائی جائے گی اور فیصلہ سنا دیا جائے گا آج بتاریخ ہمارے دستخط و مہر عدالت سے جاری ہوا عدالت ہذا میں دعویٰ دائر کیا گیا ہے جس کی سماعت مقرر ہے مدعا علیہ کو بذریعہ اشتہار اطلاع دی جاتی ہے کہ وہ مقررہ تاریخ پر بوقت 8 بجے صبح اصالتاً یا وکالتاً حاضر عدالت ہو کر جواب دعویٰ داخل کرے بصورت دیگر کارروائی یکطرفہ عمل میں لائی جائے گی اور فیصلہ سنا دیا جائے گا آج بتاریخ ہمارے دستخط و مہر عدالت سے جاری ہوا	[96, 1025, 181, 1320]
notice-number: بجے 50	[164, 380, 180, 388]
notice-body: عدالت ہذا میں دعویٰ دائر کیا گیا ہے جس کی سماعت مقرر ہے مدعا علیہ کو بذریعہ اشتہار اطلاع دی جاتی ہے کہ وہ مقررہ تاریخ پر بوقت 8 بجے صبح اصالتاً یا وکالتاً حاضر عدالت ہو کر جواب دعویٰ داخل کرے بصورت دیگر کارروائی یکطرفہ عمل میں لائی جائے گی اور فیصلہ سنا دیا جائے گا آج بتاریخ ہمارے دستخط و مہر عدالت سے جاری ہوا عدالت ہذا میں دعویٰ دائر کیا گیا ہے جس کی سماعت مقرر ہے مدعا علیہ کو بذریعہ اشتہار اطلاع دی جاتی ہے کہ وہ مقررہ تاریخ پر بوقت 8 بجے صبح اصالتاً یا وکالتاً حاضر عدالت ہو کر جواب دعویٰ داخل کرے بصورت دیگر کارروائی یکطرفہ عمل میں لائی جائے گی اور فیصلہ سنا دیا جائے گا آج بتاریخ ہمارے دستخط و مہر عدالت سے جاری ہوا عدالت ہذا میں دعویٰ دائر کیا گیا ہے جس کی سماعت مقرر ہے مدعا علیہ کو بذریعہ اشتہار اطلاع دی جاتی ہے کہ وہ مقررہ تاریخ پر بوقت 8 بجے صبح اصالتاً یا وکالتاً حاضر عدالت ہو کر جواب دعویٰ داخل کرے بصورت دیگر کارروائی یکطرفہ عمل میں لائی جائے گی اور فیصلہ سنا دیا جائے گا آج بتاریخ ہمارے دستخط و مہر عدالت سے جاری ہوا عدالت ہذا میں دعویٰ دائر کیا گیا ہے جس کی سماعت مقرر ہے مدعا علیہ کو بذریعہ اشتہار اطلاع دی جاتی ہے کہ وہ مقررہ تاریخ پر بوقت 8 بجے صبح اصالتاً یا وکالتاً حاضر عدالت ہو کر جواب دعویٰ داخل کرے بصورت دیگر کارروائی یکطرفہ عمل میں لائی جائے گی اور فیصلہ سنا دیا جائے گا آج بتاریخ ہمارے دستخط و مہر عدالت سے جاری ہوا عدالت ہذا میں دعویٰ دائر کیا گیا ہے جس کی سماعت مقرر ہے مدعا علیہ کو بذریعہ اشتہار اطلاع دی جاتی ہے کہ وہ مقررہ تاریخ پر بوقت 8 بجے صبح اصالتاً یا وکالتاً حاضر عدالت ہو کر جواب دعویٰ داخل کرے بصورت دیگر کارروائی یکطرفہ عمل میں لائی جائے گی اور فیصلہ سنا دیا جائے گا آج بتاریخ ہمارے دستخط و مہر عدالت سے جاری ہوا	[7, 2067, 91, 2314]
notice-label: جیجاسٹ	[7, 1013, 75, 1022]
notice-51	[96, 541, 181, 750]
notice-36	[276, 1485, 360, 1694]
notice-header	[544, 1013, 629, 1023]
notice-label: جیجاسٹ	[366, 802, 433, 811]
notice-50	[96, 379, 181, 539]
notice-45	[186, 1993, 270, 2153]
notice-header	[7, 1323, 91, 1333]
notice-header	[96, 541, 181, 551]
notice-label: جیجاسٹ	[7, 1845, 75, 1854]
notice-number: بجے 4	[702, 803, 718, 810]
notice-header	[276, 20, 360, 29]
notice-number: بجے 18	[523, 492, 539, 501]
notice-header	[455, 800, 539, 814]
notice-header	[365, 20, 450, 29]
notice-body: عدالت ہذا میں دعویٰ دائر کیا گیا ہے جس کی سماعت مقرر ہے مدعا علیہ کو بذریعہ اشتہار اطلاع دی جاتی ہے کہ وہ مقررہ تاریخ پر بوقت 8 بجے صبح اصالتاً یا وکالتاً حاضر عدالت ہو کر جواب دعویٰ داخل کرے بصورت دیگر کارروائی یکطرفہ عمل میں لائی جائے گی اور فیصلہ سنا دیا جائے گا آج بتاریخ ہمارے دستخط و مہر عدالت سے جاری ہوا عدالت ہذا میں دعویٰ دائر کیا گیا ہے جس کی سماعت مقرر ہے مدعا علیہ کو بذریعہ اشتہار اطلاع دی جاتی ہے کہ وہ مقررہ تاریخ پر بوقت 8 بجے صبح اصالتاً یا وکالتاً حاضر عدالت ہو کر جواب دعویٰ داخل کرے بصورت دیگر کارروائی یکطرفہ عمل میں لائی جائے گی اور فیصلہ سنا دیا جائے گا آج بتاریخ ہمارے دستخط و مہر عدالت سے جاری ہوا عدالت ہذا میں دعویٰ دائر کیا گیا ہے جس کی سماعت مقرر ہے مدعا علیہ کو بذریعہ اشتہار اطلاع دی جاتی ہے کہ وہ مقررہ تاریخ پر بوقت 8 بجے صبح اصالتاً یا وکالتاً حاضر عدالت ہو کر جواب دعویٰ داخل کرے بصورت دیگر کارروائی یکطرفہ عمل میں لائی جائے گی اور فیصلہ سنا دیا جائے گا آج بتاریخ ہمارے دستخط و مہر عدالت سے جاری ہوا عدالت ہذا میں دعویٰ دائر کیا گیا ہے جس کی سماعت مقرر ہے مدعا علیہ کو بذریعہ اشتہار اطلاع دی جاتی ہے کہ وہ مقررہ تاریخ پر بوقت 8 بجے صبح اصالتاً یا وکالتاً حاضر عدالت ہو کر جواب دعویٰ داخل کرے بصورت دیگر کارروائی یکطرفہ عمل میں لائی جائے گی اور فیصلہ سنا دیا جائے گا آج بتاریخ ہمارے دستخط و مہر عدالت سے جاری ہوا عدالت ہذا میں دعویٰ دائر کیا گیا ہے جس کی سماعت مقرر ہے مدعا علیہ کو بذریعہ اشتہار اطلاع دی جاتی ہے کہ وہ مقررہ تاریخ پر بوقت 8 بجے صبح اصالتاً یا وکالتاً حاضر عدالت ہو کر جواب دعویٰ داخل کرے بصورت دیگر کارروائی یکطرفہ عمل میں لائی جائے گی اور فیصلہ سنا دیا جائے گا آج بتاریخ ہمارے دستخط و مہر عدالت سے جاری ہوا عدالت ہذا میں دعویٰ دائر کیا گیا ہے جس کی سماعت مقرر ہے مدعا علیہ کو بذریعہ اشتہار اطلاع دی جاتی ہے کہ وہ مقررہ تاریخ پر بوقت 8 بجے صبح اصالتاً یا وکالتاً حاضر عدالت ہو کر جواب دعویٰ داخل کرے بصورت دیگر کارروائی یکطرفہ عمل میں لائی جائے گی اور فیصلہ سنا دیا جائے گا آج بتاریخ ہمارے دستخط و مہر عدالت سے جاری ہوا عدالت ہذا میں دعویٰ دائر کیا گیا ہے جس کی سماعت مقرر ہے مدعا علیہ کو بذریعہ اشتہار اطلاع دی جاتی ہے کہ وہ مقررہ تاریخ پر بوقت 8 بجے صبح اصالتاً یا وکالتاً حاضر عدالت ہو کر جواب دعویٰ داخل کرے بصورت دیگر کارروائی یکطرفہ عمل میں لائی جائے گی اور فیصلہ سنا دیا جائے گا آج بتاریخ ہمارے دستخط و مہر عدالت سے جاری ہوا	[365, 814, 450, 1159]
notice-label: جیجاسٹ	[186, 330, 254, 339]
notice-label: جیجاسٹ	[366, 1162, 433, 1171]
notice-17	[455, 231, 539, 489]
notice-header	[186, 851, 270, 861]
notice-number: بجے 53	[164, 1013, 180, 1022]
notice-header	[455, 20, 539, 29]
notice-label: جیجاسٹ	[97, 753, 164, 761]
notice-body: عدالت ہذا میں دعویٰ دائر کیا گیا ہے جس کی سماعت مقرر ہے مدعا علیہ کو بذریعہ اشتہار اطلاع دی جاتی ہے کہ وہ مقررہ تاریخ پر بوقت 8 بجے صبح اصالتاً یا وکالتاً حاضر عدالت ہو کر جواب دعویٰ داخل کرے بصورت دیگر کارروائی یکطرفہ عمل میں لائی جائے گی اور فیصلہ سنا دیا جائے گا آج بتاریخ ہمارے دستخط و مہر عدالت سے جاری ہوا عدالت ہذا میں دعویٰ دائر کیا گیا ہے جس کی سماعت مقرر ہے مدعا علیہ کو بذریعہ اشتہار اطلاع دی جاتی ہے کہ وہ مقررہ تاریخ پر بوقت 8 بجے صبح اصالتاً یا وکالتاً حاضر عدالت ہو کر جواب دعویٰ داخل کرے بصورت دیگر کارروائی یکطرفہ عمل میں لائی جائے گی اور فیصلہ سنا دیا جائے گا آج بتاریخ ہمارے دستخط و مہر عدالت سے جاری ہوا عدالت ہذا میں دعویٰ دائر کیا گیا ہے جس کی سماعت مقرر ہے مدعا علیہ کو بذریعہ اشتہار اطلاع دی جاتی ہے کہ وہ مقررہ تاریخ پر بوقت 8 بجے صبح اصالتاً یا وکالتاً حاضر عدالت ہو کر جواب دعویٰ داخل کرے بصورت دیگر کارروائی یکطرفہ عمل میں لائی جائے گی اور فیصلہ سنا دیا جائے گا آج بتاریخ ہمارے دستخط و مہر عدالت سے جاری ہوا	[96, 391, 181, 538]
notice-label: جیجاسٹ	[276, 1485, 343, 1494]
notice-label: جیجاسٹ	[276, 393, 343, 402]
notice-27	[365, 1534, 450, 1793]
notice-44	[186, 1633, 270, 1991]
column-8	[5, 18, 93, 2497]
notice-number: بجے 12	[612, 753, 628, 761]
notice-body: عدالت ہذا میں دعویٰ دائر کیا گیا ہے جس کی سماعت مقرر ہے مدعا علیہ کو بذریعہ اشتہار اطلاع دی جاتی ہے کہ وہ مقررہ تاریخ پر بوقت 8 بجے صبح اصالتاً یا وکالتاً حاضر عدالت ہو کر جواب دعویٰ داخل کرے بصورت دیگر کارروائی یکطرفہ عمل میں لائی جائے گی اور فیصلہ سنا دیا جائے گا آج بتاریخ ہمارے دستخط و مہر عدالت سے جاری ہوا عدالت ہذا میں دعویٰ دائر کیا گیا ہے جس کی سماعت مقرر ہے مدعا علیہ کو بذریعہ اشتہار اطلاع دی جاتی ہے کہ وہ مقررہ تاریخ پر بوقت 8 بجے صبح اصالتاً یا وکالتاً حاضر عدالت ہو کر جواب دعویٰ داخل کرے بصورت دیگر کارروائی یکطرفہ عمل میں لائی جائے گی اور فیصلہ سنا دیا جائے گا آج بتاریخ ہمارے دستخط و مہر عدالت سے جاری ہوا عدالت ہذا میں دعویٰ دائر کیا گیا ہے جس کی سماعت مقرر ہے مدعا علیہ کو بذریعہ اشتہار اطلاع دی جاتی ہے کہ وہ مقررہ تاریخ پر بوقت 8 بجے صبح اصالتاً یا وکالتاً حاضر عدالت ہو کر جواب دعویٰ داخل کرے بصورت دیگر کارروائی یکطرفہ عمل میں لائی جائے گی اور فیصلہ سنا دیا جائے گا آج بتاریخ ہمارے دستخط و مہر عدالت سے جاری ہوا عدالت ہذا میں دعویٰ دائر کیا گیا ہے جس کی سماعت مقرر ہے مدعا علیہ کو بذریعہ اشتہار اطلاع دی جاتی ہے کہ وہ مقررہ تاریخ پر بوقت 8 بجے صبح اصالتاً یا وکالتاً حاضر عدالت ہو کر جواب دعویٰ داخل کرے بصورت دیگر کارروائی یکطرفہ عمل میں لائی جائے گی اور فیصلہ سنا دیا جائے گا آج بتاریخ ہمارے دستخط و مہر عدالت سے جاری ہوا عدالت ہذا میں دعویٰ دائر کیا گیا ہے جس کی سماعت مقرر ہے مدعا علیہ کو بذریعہ اشتہار اطلاع دی جاتی ہے کہ وہ مقررہ تاریخ پر بوقت 8 بجے صبح اصالتاً یا وکالتاً حاضر عدالت ہو کر جواب دعویٰ داخل کرے بصورت دیگر کارروائی یکطرفہ عمل میں لائی جائے گی اور فیصلہ سنا دیا جائے گا آج بتاریخ ہمارے دستخط و مہر عدالت سے جاری ہوا عدالت ہذا میں دعویٰ دائر کیا گیا ہے جس کی سماعت مقرر ہے مدعا علیہ کو بذریعہ اشتہار اطلاع دی جاتی ہے کہ وہ مقررہ تاریخ پر بوقت 8 بجے صبح اصالتاً یا وکالتاً حاضر عدالت ہو کر جواب دعویٰ داخل کرے بصورت دیگر کارروائی یکطرفہ عمل میں لائی جائے گی اور فیصلہ سنا دیا جائے گا آج بتاریخ ہمارے دستخط و مہر عدالت سے جاری ہوا عدالت ہذا میں دعویٰ دائر کیا گیا ہے جس کی سماعت مقرر ہے مدعا علیہ کو بذریعہ اشتہار اطلاع دی جاتی ہے کہ وہ مقررہ تاریخ پر بوقت 8 بجے صبح اصالتاً یا وکالتاً حاضر عدالت ہو کر جواب دعویٰ داخل کرے بصورت دیگر کارروائی یکطرفہ عمل میں لائی جائے گی اور فیصلہ سنا دیا جائے گا آج بتاریخ ہمارے دستخط و مہر عدالت سے جاری ہوا	[634, 814, 718, 1159]
notice-body: عدالت ہذا میں دعویٰ دائر کیا گیا ہے جس کی سماعت مقرر ہے مدعا علیہ کو بذریعہ اشتہار اطلاع دی جاتی ہے کہ وہ مقررہ تاریخ پر بوقت 8 بجے صبح اصالتاً یا وکالتاً حاضر عدالت ہو کر جواب دعویٰ داخل کرے بصورت دیگر کارروائی یکطرفہ عمل میں لائی جائے گی اور فیصلہ سنا دیا جائے گا آج بتاریخ ہمارے دستخط و مہر عدالت سے جاری ہوا عدالت ہذا میں دعویٰ دائر کیا گیا ہے جس کی سماعت مقرر ہے مدعا علیہ کو بذریعہ اشتہار اطلاع دی جاتی ہے کہ وہ مقررہ تاریخ پر بوقت 8 بجے صبح اصالتاً یا وکالتاً حاضر عدالت ہو کر جواب دعویٰ داخل کرے بصورت دیگر کارروائی یکطرفہ عمل میں لائی جائے گی اور فیصلہ سنا دیا جائے گا آج بتاریخ ہمارے دستخط و مہر عدالت سے جاری ہوا عدالت ہذا میں دعویٰ دائر کیا گیا ہے جس کی سماعت مقرر ہے مدعا علیہ کو بذریعہ اشتہار اطلاع دی جاتی ہے کہ وہ مقررہ تاریخ پر بوقت 8 بجے صبح اصالتاً یا وکالتاً حاضر عدالت ہو کر جواب دعویٰ داخل کرے بصورت دیگر کارروائی یکطرفہ عمل میں لائی جائے گی اور فیصلہ سنا دیا جائے گا آج بتاریخ ہمارے دستخط و مہر عدالت سے جاری ہوا عدالت ہذا میں دعویٰ دائر کیا گیا ہے جس کی سماعت مقرر ہے مدعا علیہ کو بذریعہ اشتہار اطلاع دی جاتی ہے کہ وہ مقررہ تاریخ پر بوقت 8 بجے صبح اصالتاً یا وکالتاً حاضر عدالت ہو کر جواب دعویٰ داخل کرے بصورت دیگر کارروائی یکطرفہ عمل میں لائی جائے گی اور فیصلہ سنا دیا جائے گا آج بتاریخ ہمارے دستخط و مہر عدالت سے جاری ہوا عدالت ہذا میں دعویٰ دائر کیا گیا ہے جس کی سماعت مقرر ہے مدعا علیہ کو بذریعہ اشتہار اطلاع دی جاتی ہے کہ وہ مقررہ تاریخ پر بوقت 8 بجے صبح اصالتاً یا وکالتاً حاضر عدالت ہو کر جواب دعویٰ داخل کرے بصورت دیگر کارروائی یکطرفہ عمل میں لائی جائے گی اور فیصلہ سنا دیا جائے گا آج بتاریخ ہمارے دستخط و مہر عدالت سے جاری ہوا	[634, 243, 718, 489]
notice-number: بجے 59	[75, 20, 91, 29]
notice-label: جیجاسٹ	[7, 753, 75, 761]
notice-body: عدالت ہذا میں دعویٰ دائر کیا گیا ہے جس کی سماعت مقرر ہے مدعا علیہ کو بذریعہ اشتہار اطلاع دی جاتی ہے کہ وہ مقررہ تاریخ پر بوقت 8 بجے صبح اصالتاً یا وکالتاً حاضر عدالت ہو کر جواب دعویٰ داخل کرے بصورت دیگر کارروائی یکطرفہ عمل میں لائی جائے گی اور فیصلہ سنا دیا جائے گا آج بتاریخ ہمارے دستخط و مہر عدالت سے جاری ہوا عدالت ہذا میں دعویٰ دائر کیا گیا ہے جس کی سماعت مقرر ہے مدعا علیہ کو بذریعہ اشتہار اطلاع دی جاتی ہے کہ وہ مقررہ تاریخ پر بوقت 8 بجے صبح اصالتاً یا وکالتاً حاضر عدالت ہو کر جواب دعویٰ داخل کرے بصورت دیگر کارروائی یکطرفہ عمل میں لائی جائے گی اور فیصلہ سنا دیا جائے گا آج بتاریخ ہمارے دستخط و مہر عدالت سے جاری ہوا عدالت ہذا میں دعویٰ دائر کیا گیا ہے جس کی سماعت مقرر ہے مدعا علیہ کو بذریعہ اشتہار اطلاع دی جاتی ہے کہ وہ مقررہ تاریخ پر بوقت 8 بجے صبح اصالتاً یا وکالتاً حاضر عدالت ہو کر جواب دعویٰ داخل کرے بصورت دیگر کارروائی یکطرفہ عمل میں لائی جائے گی اور فیصلہ سنا دیا جائے گا آج بتاریخ ہمارے دستخط و مہر عدالت سے جاری ہوا	[455, 1173, 539, 1320]
notice-number: بجے 30	[343, 20, 359, 29]
notice-number: بجے 1	[702, 21, 718, 28]
column-1	[632, 19, 720, 2103]
notice-body: عدالت ہذا میں دعویٰ دائر کیا گیا ہے جس کی سماعت مقرر ہے مدعا علیہ کو بذریعہ اشتہار اطلاع دی جاتی ہے کہ وہ مقررہ تاریخ پر بوقت 8 بجے صبح اصالتاً یا وکالتاً حاضر عدالت ہو کر جواب دعویٰ داخل کرے بصورت دیگر کارروائی یکطرفہ عمل میں لائی جائے گی اور فیصلہ سنا دیا جائے گا آج بتاریخ ہمارے دستخط و مہر عدالت سے جاری ہوا عدالت ہذا میں دعویٰ دائر کیا گیا ہے جس کی سماعت مقرر ہے مدعا علیہ کو بذریعہ اشتہار اطلاع دی جاتی ہے کہ وہ مقررہ تاریخ پر بوقت 8 بجے صبح اصالتاً یا وکالتاً حاضر عدالت ہو کر جواب دعویٰ داخل کرے بصورت دیگر کارروائی یکطرفہ عمل میں لائی جائے گی اور فیصلہ سنا دیا جائے گا آج بتاریخ ہمارے دستخط و مہر عدالت سے جاری ہوا عدالت ہذا میں دعویٰ دائر کیا گیا ہے جس کی سماعت مقرر ہے مدعا علیہ کو بذریعہ اشتہار اطلاع دی جاتی ہے کہ وہ مقررہ تاریخ پر بوقت 8 بجے صبح اصالتاً یا وکالتاً حاضر عدالت ہو کر جواب دعویٰ داخل کرے بصورت دیگر کارروائی یکطرفہ عمل میں لائی جائے گی اور فیصلہ سنا دیا جائے گا آج بتاریخ ہمارے دستخط و مہر عدالت سے جاری ہوا عدالت ہذا میں دعویٰ دائر کیا گیا ہے جس کی سماعت مقرر ہے مدعا علیہ کو بذریعہ اشتہار اطلاع دی جاتی ہے کہ وہ مقررہ تاریخ پر بوقت 8 بجے صبح اصالتاً یا وکالتاً حاضر عدالت ہو کر جواب دعویٰ داخل کرے بصورت دیگر کارروائی یکطرفہ عمل میں لائی جائے گی اور فیصلہ سنا دیا جائے گا آج بتاریخ ہمارے دستخط و مہر عدالت سے جاری ہوا عدالت ہذا میں دعویٰ دائر کیا گیا ہے جس کی سماعت مقرر ہے مدعا علیہ کو بذریعہ اشتہار اطلاع دی جاتی ہے کہ وہ مقررہ تاریخ پر بوقت 8 بجے صبح اصالتاً یا وکالتاً حاضر عدالت ہو کر جواب دعویٰ داخل کرے بصورت دیگر کارروائی یکطرفہ عمل میں لائی جائے گی اور فیصلہ سنا دیا جائے گا آج بتاریخ ہمارے دستخط و مہر عدالت سے جاری ہوا عدالت ہذا میں دعویٰ دائر کیا گیا ہے جس کی سماعت مقرر ہے مدعا علیہ کو بذریعہ اشتہار اطلاع دی جاتی ہے کہ وہ مقررہ تاریخ پر بوقت 8 بجے صبح اصالتاً یا وکالتاً حاضر عدالت ہو کر جواب دعویٰ داخل کرے بصورت دیگر کارروائی یکطرفہ عمل میں لائی جائے گی اور فیصلہ سنا دیا جائے گا آج بتاریخ ہمارے دستخط و مہر عدالت سے جاری ہوا	[7, 1025, 91, 1320]
notice-16	[455, 20, 539, 229]
notice-label: جیجاسٹ	[7, 1324, 75, 1332]
notice-header	[186, 1633, 270, 1643]
notice-label: جیجاسٹ	[186, 1324, 254, 1332]
notice-number: بجے 33	[343, 654, 359, 663]
notice-header	[634, 1323, 718, 1333]
notice-label: جیجاسٹ	[276, 182, 343, 191]
notice-body: عدالت ہذا میں دعویٰ دائر کیا گیا ہے جس کی سماعت مقرر ہے مدعا علیہ کو بذریعہ اشتہار اطلاع دی جاتی ہے کہ وہ مقررہ تاریخ پر بوقت 8 بجے صبح اصالتاً یا وکالتاً حاضر عدالت ہو کر جواب دعویٰ داخل کرے بصورت دیگر کارروائی یکطرفہ عمل میں لائی جائے گی اور فیصلہ سنا دیا جائے گا آج بتاریخ ہمارے دستخط و مہر عدالت سے جاری ہوا عدالت ہذا میں دعویٰ دائر کیا گیا ہے جس کی سماعت مقرر ہے مدعا علیہ کو بذریعہ اشتہار اطلاع دی جاتی ہے کہ وہ مقررہ تاریخ پر بوقت 8 بجے صبح اصالتاً یا وکالتاً حاضر عدالت ہو کر جواب دعویٰ داخل کرے بصورت دیگر کارروائی یکطرفہ عمل میں لائی جائے گی اور فیصلہ سنا دیا جائے گا آج بتاریخ ہمارے دستخط و مہر عدالت سے جاری ہوا عدالت ہذا میں دعویٰ دائر کیا گیا ہے جس کی سماعت مقرر ہے مدعا علیہ کو بذریعہ اشتہار اطلاع دی جاتی ہے کہ وہ مقررہ تاریخ پر بوقت 8 بجے صبح اصالتاً یا وکالتاً حاضر عدالت ہو کر جواب دعویٰ داخل کرے بصورت دیگر کارروائی یکطرفہ عمل میں لائی جائے گی اور فیصلہ سنا دیا جائے گا آج بتاریخ ہمارے دستخط و مہر عدالت سے جاری ہوا عدالت ہذا میں دعویٰ دائر کیا گیا ہے جس کی سماعت مقرر ہے مدعا علیہ کو بذریعہ اشتہار اطلاع دی جاتی ہے کہ وہ مقررہ تاریخ پر بوقت 8 بجے صبح اصالتاً یا وکالتاً حاضر عدالت ہو کر جواب دعویٰ داخل کرے بصورت دیگر کارروائی یکطرفہ عمل میں لائی جائے گی اور فیصلہ سنا دیا جائے گا آج بتاریخ ہمارے دستخط و مہر عدالت سے جاری ہوا	[276, 193, 360, 390]
notice-62	[7, 752, 91, 1011]
notice-body: عدالت ہذا میں دعویٰ دائر کیا گیا ہے جس کی سماعت مقرر ہے مدعا علیہ کو بذریعہ اشتہار اطلاع دی جاتی ہے کہ وہ مقررہ تاریخ پر بوقت 8 بجے صبح اصالتاً یا وکالتاً حاضر عدالت ہو کر جواب دعویٰ داخل کرے بصورت دیگر کارروائی یکطرفہ عمل میں لائی جائے گی اور فیصلہ سنا دیا جائے گا آج بتاریخ ہمارے دستخط و مہر عدالت سے جاری ہوا عدالت ہذا میں دعویٰ دائر کیا گیا ہے جس کی سماعت مقرر ہے مدعا علیہ کو بذریعہ اشتہار اطلاع دی جاتی ہے کہ وہ مقررہ تاریخ پر بوقت 8 بجے صبح اصالتاً یا وکالتاً حاضر عدالت ہو کر جواب دعویٰ داخل کرے بصورت دیگر کارروائی یکطرفہ عمل میں لائی جائے گی اور فیصلہ سنا دیا جائے گا آج بتاریخ ہمارے دستخط و مہر عدالت سے جاری ہوا عدالت ہذا میں دعویٰ دائر کیا گیا ہے جس کی سماعت مقرر ہے مدعا علیہ کو بذریعہ اشتہار اطلاع دی جاتی ہے کہ وہ مقررہ تاریخ پر بوقت 8 بجے صبح اصالتاً یا وکالتاً حاضر عدالت ہو کر جواب دعویٰ داخل کرے بصورت دیگر کارروائی یکطرفہ عمل میں لائی جائے گی اور فیصلہ سنا دیا جائے گا آج بتاریخ ہمارے دستخط و مہر عدالت سے جاری ہوا عدالت ہذا میں دعویٰ دائر کیا گیا ہے جس کی سماعت مقرر ہے مدعا علیہ کو بذریعہ اشتہار اطلاع دی جاتی ہے کہ وہ مقررہ تاریخ پر بوقت 8 بجے صبح اصالتاً یا وکالتاً حاضر عدالت ہو کر جواب دعویٰ داخل کرے بصورت دیگر کارروائی یکطرفہ عمل میں لائی جائے گی اور فیصلہ سنا دیا جائے گا آج بتاریخ ہمارے دستخط و مہر عدالت سے جاری ہوا عدالت ہذا میں دعویٰ دائر کیا گیا ہے جس کی سماعت مقرر ہے مدعا علیہ کو بذریعہ اشتہار اطلاع دی جاتی ہے کہ وہ مقررہ تاریخ پر بوقت 8 بجے صبح اصالتاً یا وکالتاً حاضر عدالت ہو کر جواب دعویٰ داخل کرے بصورت دیگر کارروائی یکطرفہ عمل میں لائی جائے گی اور فیصلہ سنا دیا جائے گا آج بتاریخ ہمارے دستخط و مہر عدالت سے جاری ہوا عدالت ہذا میں دعویٰ دائر کیا گیا ہے جس کی سماعت مقرر ہے مدعا علیہ کو بذریعہ اشتہار اطلاع دی جاتی ہے کہ وہ مقررہ تاریخ پر بوقت 8 بجے صبح اصالتاً یا وکالتاً حاضر عدالت ہو کر جواب دعویٰ داخل کرے بصورت دیگر کارروائی یکطرفہ عمل میں لائی جائے گی اور فیصلہ سنا دیا جائے گا آج بتاریخ ہمارے دستخط و مہر عدالت سے جاری ہوا عدالت ہذا میں دعویٰ دائر کیا گیا ہے جس کی سماعت مقرر ہے مدعا علیہ کو بذریعہ اشتہار اطلاع دی جاتی ہے کہ وہ مقررہ تاریخ پر بوقت 8 بجے صبح اصالتاً یا وکالتاً حاضر عدالت ہو کر جواب دعویٰ داخل کرے بصورت دیگر کارروائی یکطرفہ عمل میں لائی جائے گی اور فیصلہ سنا دیا جائے گا آج بتاریخ ہمارے دستخط و مہر عدالت سے جاری ہوا	[544, 31, 629, 377]
notice-body: عدالت ہذا میں دعویٰ دائر کیا گیا ہے جس کی سماعت مقرر ہے مدعا علیہ کو بذریعہ اشتہار اطلاع دی جاتی ہے کہ وہ مقررہ تاریخ پر بوقت 8 بجے صبح اصالتاً یا وکالتاً حاضر عدالت ہو کر جواب دعویٰ داخل کرے بصورت دیگر کارروائی یکطرفہ عمل میں لائی جائے گی اور فیصلہ سنا دیا جائے گا آج بتاریخ ہمارے دستخط و مہر عدالت سے جاری ہوا عدالت ہذا میں دعویٰ دائر کیا گیا ہے جس کی سماعت مقرر ہے مدعا علیہ کو بذریعہ اشتہار اطلاع دی جاتی ہے کہ وہ مقررہ تاریخ پر بوقت 8 بجے صبح اصالتاً یا وکالتاً حاضر عدالت ہو کر جواب دعویٰ داخل کرے بصورت دیگر کارروائی یکطرفہ عمل میں لائی جائے گی اور فیصلہ سنا دیا جائے گا آج بتاریخ ہمارے دستخط و مہر عدالت سے جاری ہوا عدالت ہذا میں دعویٰ دائر کیا گیا ہے جس کی سماعت مقرر ہے مدعا علیہ کو بذریعہ اشتہار اطلاع دی جاتی ہے کہ وہ مقررہ تاریخ پر بوقت 8 بجے صبح اصالتاً یا وکالتاً حاضر عدالت ہو کر جواب دعویٰ داخل کرے بصورت دیگر کارروائی یکطرفہ عمل میں لائی جائے گی اور فیصلہ سنا دیا جائے گا آج بتاریخ ہمارے دستخط و مہر عدالت سے جاری ہوا عدالت ہذا میں دعویٰ دائر کیا گیا ہے جس کی سماعت مقرر ہے مدعا علیہ کو بذریعہ اشتہار اطلاع دی جاتی ہے کہ وہ مقررہ تاریخ پر بوقت 8 بجے صبح اصالتاً یا وکالتاً حاضر عدالت ہو کر جواب دعویٰ داخل کرے بصورت دیگر کارروائی یکطرفہ عمل میں لائی جائے گی اور فیصلہ سنا دیا جائے گا آج بتاریخ ہمارے دستخط و مہر عدالت سے جاری ہوا عدالت ہذا میں دعویٰ دائر کیا گیا ہے جس کی سماعت مقرر ہے مدعا علیہ کو بذریعہ اشتہار اطلاع دی جاتی ہے کہ وہ مقررہ تاریخ پر بوقت 8 بجے صبح اصالتاً یا وکالتاً حاضر عدالت ہو کر جواب دعویٰ داخل کرے بصورت دیگر کارروائی یکطرفہ عمل میں لائی جائے گی اور فیصلہ سنا دیا جائے گا آج بتاریخ ہمارے دستخط و مہر عدالت سے جاری ہوا عدالت ہذا میں دعویٰ دائر کیا گیا ہے جس کی سماعت مقرر ہے مدعا علیہ کو بذریعہ اشتہار اطلاع دی جاتی ہے کہ وہ مقررہ تاریخ پر بوقت 8 بجے صبح اصالتاً یا وکالتاً حاضر عدالت ہو کر جواب دعویٰ داخل کرے بصورت دیگر کارروائی یکطرفہ عمل میں لائی جائے گی اور فیصلہ سنا دیا جائے گا آج بتاریخ ہمارے دستخط و مہر عدالت سے جاری ہوا عدالت ہذا میں دعویٰ دائر کیا گیا ہے جس کی سماعت مقرر ہے مدعا علیہ کو بذریعہ اشتہار اطلاع دی جاتی ہے کہ وہ مقررہ تاریخ پر بوقت 8 بجے صبح اصالتاً یا وکالتاً حاضر عدالت ہو کر جواب دعویٰ داخل کرے بصورت دیگر کارروائی یکطرفہ عمل میں لائی جائے گی اور فیصلہ سنا دیا جائے گا آج بتاریخ ہمارے دستخط و مہر عدالت سے جاری ہوا	[7, 1335, 91, 1680]
notice-header	[186, 1993, 270, 2003]
notice-number: بجے 20	[523, 1162, 539, 1171]
notice-body: عدالت ہذا میں دعویٰ دائر کیا گیا ہے جس کی سماعت مقرر ہے مدعا علیہ کو بذریعہ اشتہار اطلاع دی جاتی ہے کہ وہ مقررہ تاریخ پر بوقت 8 بجے صبح اصالتاً یا وکالتاً حاضر عدالت ہو کر جواب دعویٰ داخل کرے بصورت دیگر کارروائی یکطرفہ عمل میں لائی جائے گی اور فیصلہ سنا دیا جائے گا آج بتاریخ ہمارے دستخط و مہر عدالت سے جاری ہوا عدالت ہذا میں دعویٰ دائر کیا گیا ہے جس کی سماعت مقرر ہے مدعا علیہ کو بذریعہ اشتہار اطلاع دی جاتی ہے کہ وہ مقررہ تاریخ پر بوقت 8 بجے صبح اصالتاً یا وکالتاً حاضر عدالت ہو کر جواب دعویٰ داخل کرے بصورت دیگر کارروائی یکطرفہ عمل میں لائی جائے گی اور فیصلہ سنا دیا جائے گا آج بتاریخ ہمارے دستخط و مہر عدالت سے جاری ہوا عدالت ہذا میں دعویٰ دائر کیا گیا ہے جس کی سماعت مقرر ہے مدعا علیہ کو بذریعہ اشتہار اطلاع دی جاتی ہے کہ وہ مقررہ تاریخ پر بوقت 8 بجے صبح اصالتاً یا وکالتاً حاضر عدالت ہو کر جواب دعویٰ داخل کرے بصورت دیگر کارروائی یکطرفہ عمل میں لائی جائے گی اور فیصلہ سنا دیا جائے گا آج بتاریخ ہمارے دستخط و مہر عدالت سے جاری ہوا	[7, 391, 91, 538]
notice-11	[544, 541, 629, 750]
notice-number: بجے 58	[164, 2317, 180, 2326]
notice-20	[455, 1161, 539, 1321]
notice-label: جیجاسٹ	[97, 541, 164, 550]
notice-label: جیجاسٹ	[634, 231, 702, 240]
notice-body: عدالت ہذا میں دعویٰ دائر کیا گیا ہے جس کی سماعت مقرر ہے مدعا علیہ کو بذریعہ اشتہار اطلاع دی جاتی ہے کہ وہ مقررہ تاریخ پر بوقت 8 بجے صبح اصالتاً یا وکالتاً حاضر عدالت ہو کر جواب دعویٰ داخل کرے بصورت دیگر کارروائی یکطرفہ عمل میں لائی جائے گی اور فیصلہ سنا دیا جائے گا آج بتاریخ ہمارے دستخط و مہر عدالت سے جاری ہوا عدالت ہذا میں دعویٰ دائر کیا گیا ہے جس کی سماعت مقرر ہے مدعا علیہ کو بذریعہ اشتہار اطلاع دی جاتی ہے کہ وہ مقررہ تاریخ پر بوقت 8 بجے صبح اصالتاً یا وکالتاً حاضر عدالت ہو کر جواب دعویٰ داخل کرے بصورت دیگر کارروائی یکطرفہ عمل میں لائی جائے گی اور فیصلہ سنا دیا جائے گا آج بتاریخ ہمارے دستخط و مہر عدالت سے جاری ہوا عدالت ہذا میں دعویٰ دائر کیا گیا ہے جس کی سماعت مقرر ہے مدعا علیہ کو بذریعہ اشتہار اطلاع دی جاتی ہے کہ وہ مقررہ تاریخ پر بوقت 8 بجے صبح اصالتاً یا وکالتاً حاضر عدالت ہو کر جواب دعویٰ داخل کرے بصورت دیگر کارروائی یکطرفہ عمل میں لائی جائے گی اور فیصلہ سنا دیا جائے گا آج بتاریخ ہمارے دستخط و مہر عدالت سے جاری ہوا عدالت ہذا میں دعویٰ دائر کیا گیا ہے جس کی سماعت مقرر ہے مدعا علیہ کو بذریعہ اشتہار اطلاع دی جاتی ہے کہ وہ مقررہ تاریخ پر بوقت 8 بجے صبح اصالتاً یا وکالتاً حاضر عدالت ہو کر جواب دعویٰ داخل کرے بصورت دیگر کارروائی یکطرفہ عمل میں لائی جائے گی اور فیصلہ سنا دیا جائے گا آج بتاریخ ہمارے دستخط و مہر عدالت سے جاری ہوا عدالت ہذا میں دعویٰ دائر کیا گیا ہے جس کی سماعت مقرر ہے مدعا علیہ کو بذریعہ اشتہار اطلاع دی جاتی ہے کہ وہ مقررہ تاریخ پر بوقت 8 بجے صبح اصالتاً یا وکالتاً حاضر عدالت ہو کر جواب دعویٰ داخل کرے بصورت دیگر کارروائی یکطرفہ عمل میں لائی جائے گی اور فیصلہ سنا دیا جائے گا آج بتاریخ ہمارے دستخط و مہر عدالت سے جاری ہوا	[634, 1546, 718, 1792]
notice-body: عدالت ہذا میں دعویٰ دائر کیا گیا ہے جس کی سماعت مقرر ہے مدعا علیہ کو بذریعہ اشتہار اطلاع دی جاتی ہے کہ وہ مقررہ تاریخ پر بوقت 8 بجے صبح اصالتاً یا وکالتاً حاضر عدالت ہو کر جواب دعویٰ داخل کرے بصورت دیگر کارروائی یکطرفہ عمل میں لائی جائے گی اور فیصلہ سنا دیا جائے گا آج بتاریخ ہمارے دستخط و مہر عدالت سے جاری ہوا عدالت ہذا میں دعویٰ دائر کیا گیا ہے جس کی سماعت مقرر ہے مدعا علیہ کو بذریعہ اشتہار اطلاع دی جاتی ہے کہ وہ مقررہ تاریخ پر بوقت 8 بجے صبح اصالتاً یا وکالتاً حاضر عدالت ہو کر جواب دعویٰ داخل کرے بصورت دیگر کارروائی یکطرفہ عمل میں لائی جائے گی اور فیصلہ سنا دیا جائے گا آج بتاریخ ہمارے دستخط و مہر عدالت سے جاری ہوا عدالت ہذا میں دعویٰ دائر کیا گیا ہے جس کی سماعت مقرر ہے مدعا علیہ کو بذریعہ اشتہار اطلاع دی جاتی ہے کہ وہ مقررہ تاریخ پر بوقت 8 بجے صبح اصالتاً یا وکالتاً حاضر عدالت ہو کر جواب دعویٰ داخل کرے بصورت دیگر کارروائی یکطرفہ عمل میں لائی جائے گی اور فیصلہ سنا دیا جائے گا آج بتاریخ ہمارے دستخط و مہر عدالت سے جاری ہوا عدالت ہذا میں دعویٰ دائر کیا گیا ہے جس کی سماعت مقرر ہے مدعا علیہ کو بذریعہ اشتہار اطلاع دی جاتی ہے کہ وہ مقررہ تاریخ پر بوقت 8 بجے صبح اصالتاً یا وکالتاً حاضر عدالت ہو کر جواب دعویٰ داخل کرے بصورت دیگر کارروائی یکطرفہ عمل میں لائی جائے گی اور فیصلہ سنا دیا جائے گا آج بتاریخ ہمارے دستخط و مہر عدالت سے جاری ہوا عدالت ہذا میں دعویٰ دائر کیا گیا ہے جس کی سماعت مقرر ہے مدعا علیہ کو بذریعہ اشتہار اطلاع دی جاتی ہے کہ وہ مقررہ تاریخ پر بوقت 8 بجے صبح اصالتاً یا وکالتاً حاضر عدالت ہو کر جواب دعویٰ داخل کرے بصورت دیگر کارروائی یکطرفہ عمل میں لائی جائے گی اور فیصلہ سنا دیا جائے گا آج بتاریخ ہمارے دستخط و مہر عدالت سے جاری ہوا عدالت ہذا میں دعویٰ دائر کیا گیا ہے جس کی سماعت مقرر ہے مدعا علیہ کو بذریعہ اشتہار اطلاع دی جاتی ہے کہ وہ مقررہ تاریخ پر بوقت 8 بجے صبح اصالتاً یا وکالتاً حاضر عدالت ہو کر جواب دعویٰ داخل کرے بصورت دیگر کارروائی یکطرفہ عمل میں لائی جائے گی اور فیصلہ سنا دیا جائے گا آج بتاریخ ہمارے دستخط و مہر عدالت سے جاری ہوا	[186, 31, 270, 327]
notice-7	[634, 1534, 718, 1793]
notice-label: جیجاسٹ	[186, 1634, 254, 1642]
notice-header	[634, 1161, 718, 1171]
notice-label: جیجاسٹ	[7, 2056, 75, 2065]
notice-label: جیجاسٹ	[455, 20, 523, 29]
notice-body: عدالت ہذا میں دعویٰ دائر کیا گیا ہے جس کی سماعت مقرر ہے مدعا علیہ کو بذریعہ اشتہار اطلاع دی جاتی ہے کہ وہ مقررہ تاریخ پر بوقت 8 بجے صبح اصالتاً یا وکالتاً حاضر عدالت ہو کر جواب دعویٰ داخل کرے بصورت دیگر کارروائی یکطرفہ عمل میں لائی جائے گی اور فیصلہ سنا دیا جائے گا آج بتاریخ ہمارے دستخط و مہر عدالت سے جاری ہوا عدالت ہذا میں دعویٰ دائر کیا گیا ہے جس کی سماعت مقرر ہے مدعا علیہ کو بذریعہ اشتہار اطلاع دی جاتی ہے کہ وہ مقررہ تاریخ پر بوقت 8 بجے صبح اصالتاً یا وکالتاً حاضر عدالت ہو کر جواب دعویٰ داخل کرے بصورت دیگر کارروائی یکطرفہ عمل میں لائی جائے گی اور فیصلہ سنا دیا جائے گا آج بتاریخ ہمارے دستخط و مہر عدالت سے جاری ہوا عدالت ہذا میں دعویٰ دائر کیا گیا ہے جس کی سماعت مقرر ہے مدعا علیہ کو بذریعہ اشتہار اطلاع دی جاتی ہے کہ وہ مقررہ تاریخ پر بوقت 8 بجے صبح اصالتاً یا وکالتاً حاضر عدالت ہو کر جواب دعویٰ داخل کرے بصورت دیگر کارروائی یکطرفہ عمل میں لائی جائے گی اور فیصلہ سنا دیا جائے گا آج بتاریخ ہمارے دستخط و مہر عدالت سے جاری ہوا عدالت ہذا میں دعویٰ دائر کیا گیا ہے جس کی سماعت مقرر ہے مدعا علیہ کو بذریعہ اشتہار اطلاع دی جاتی ہے کہ وہ مقررہ تاریخ پر بوقت 8 بجے صبح اصالتاً یا وکالتاً حاضر عدالت ہو کر جواب دعویٰ داخل کرے بصورت دیگر کارروائی یکطرفہ عمل میں لائی جائے گی اور فیصلہ سنا دیا جائے گا آج بتاریخ ہمارے دستخط و مہر عدالت سے جاری ہوا عدالت ہذا میں دعویٰ	[186, 2378, 270, 2574]
notice-number: بجے 57	[164, 2056, 180, 2065]
notice-body: عدالت ہذا میں دعویٰ دائر کیا گیا ہے جس کی سماعت مقرر ہے مدعا علیہ کو بذریعہ اشتہار اطلاع دی جاتی ہے کہ وہ مقررہ تاریخ پر بوقت 8 بجے صبح اصالتاً یا وکالتاً حاضر عدالت ہو کر جواب دعویٰ داخل کرے بصورت دیگر کارروائی یکطرفہ عمل میں لائی جائے گی اور فیصلہ سنا دیا جائے گا آج بتاریخ ہمارے دستخط و مہر عدالت سے جاری ہوا عدالت ہذا میں دعویٰ دائر کیا گیا ہے جس کی سماعت مقرر ہے مدعا علیہ کو بذریعہ اشتہار اطلاع دی جاتی ہے کہ وہ مقررہ تاریخ پر بوقت 8 بجے صبح اصالتاً یا وکالتاً حاضر عدالت ہو کر جواب دعویٰ داخل کرے بصورت دیگر کارروائی یکطرفہ عمل میں لائی جائے گی اور فیصلہ سنا دیا جائے گا آج بتاریخ ہمارے دستخط و مہر عدالت سے جاری ہوا عدالت ہذا میں دعویٰ دائر کیا گیا ہے جس کی سماعت مقرر ہے مدعا علیہ کو بذریعہ اشتہار اطلاع دی جاتی ہے کہ وہ مقررہ تاریخ پر بوقت 8 بجے صبح اصالتاً یا وکالتاً حاضر عدالت ہو کر جواب دعویٰ داخل کرے بصورت دیگر کارروائی یکطرفہ عمل میں لائی جائے گی اور فیصلہ سنا دیا جائے گا آج بتاریخ ہمارے دستخط و مہر عدالت سے جاری ہوا	[634, 1173, 718, 1320]
notice-header	[7, 1844, 91, 1854]
notice-body: عدالت ہذا میں دعویٰ دائر کیا گیا ہے جس کی سماعت مقرر ہے مدعا علیہ کو بذریعہ اشتہار اطلاع دی جاتی ہے کہ وہ مقررہ تاریخ پر بوقت 8 بجے صبح اصالتاً یا وکالتاً حاضر عدالت ہو کر جواب دعویٰ داخل کرے بصورت دیگر کارروائی یکطرفہ عمل میں لائی جائے گی اور فیصلہ سنا دیا جائے گا آج بتاریخ ہمارے دستخط و مہر عدالت سے جاری ہوا عدالت ہذا میں دعویٰ دائر کیا گیا ہے جس کی سماعت مقرر ہے مدعا علیہ کو بذریعہ اشتہار اطلاع دی جاتی ہے کہ وہ مقررہ تاریخ پر بوقت 8 بجے صبح اصالتاً یا وکالتاً حاضر عدالت ہو کر جواب دعویٰ داخل کرے بصورت دیگر کارروائی یکطرفہ عمل میں لائی جائے گی اور فیصلہ سنا دیا جائے گا آج بتاریخ ہمارے دستخط و مہر عدالت سے جاری ہوا عدالت ہذا میں دعویٰ دائر کیا گیا ہے جس کی سماعت مقرر ہے مدعا علیہ کو بذریعہ اشتہار اطلاع دی جاتی ہے کہ وہ مقررہ تاریخ پر بوقت 8 بجے صبح اصالتاً یا وکالتاً حاضر عدالت ہو کر جواب دعویٰ داخل کرے بصورت دیگر کارروائی یکطرفہ عمل میں لائی جائے گی اور فیصلہ سنا دیا جائے گا آج بتاریخ ہمارے دستخط و مہر عدالت سے جاری ہوا عدالت ہذا میں دعویٰ دائر کیا گیا ہے جس کی سماعت مقرر ہے مدعا علیہ کو بذریعہ اشتہار اطلاع دی جاتی ہے کہ وہ مقررہ تاریخ پر بوقت 8 بجے صبح اصالتاً یا وکالتاً حاضر عدالت ہو کر جواب دعویٰ داخل کرے بصورت دیگر کارروائی یکطرفہ عمل میں لائی جائے گی اور فیصلہ سنا دیا جائے گا آج بتاریخ ہمارے دستخط و مہر عدالت سے جاری ہوا	[634, 1335, 718, 1532]
notice-number: بجے 32	[343, 393, 359, 402]
notice-body: عدالت ہذا میں دعویٰ دائر کیا گیا ہے جس کی سماعت مقرر ہے مدعا علیہ کو بذریعہ اشتہار اطلاع دی جاتی ہے کہ وہ مقررہ تاریخ پر بوقت 8 بجے صبح اصالتاً یا وکالتاً حاضر عدالت ہو کر جواب دعویٰ داخل کرے بصورت دیگر کارروائی یکطرفہ عمل میں لائی جائے گی اور فیصلہ سنا دیا جائے گا آج بتاریخ ہمارے دستخط و مہر عدالت سے جاری ہوا عدالت ہذا میں دعویٰ دائر کیا گیا ہے جس کی سماعت مقرر ہے مدعا علیہ کو بذریعہ اشتہار اطلاع دی جاتی ہے کہ وہ مقررہ تاریخ پر بوقت 8 بجے صبح اصالتاً یا وکالتاً حاضر عدالت ہو کر جواب دعویٰ داخل کرے بصورت دیگر کارروائی یکطرفہ عمل میں لائی جائے گی اور فیصلہ سنا دیا جائے گا آج بتاریخ ہمارے دستخط و مہر عدالت سے جاری ہوا عدالت ہذا میں دعویٰ دائر کیا گیا ہے جس کی سماعت مقرر ہے مدعا علیہ کو بذریعہ اشتہار اطلاع دی جاتی ہے کہ وہ مقررہ تاریخ پر بوقت 8 بجے صبح اصالتاً یا وکالتاً حاضر عدالت ہو کر جواب دعویٰ داخل کرے بصورت دیگر کارروائی یکطرفہ عمل میں لائی جائے گی اور فیصلہ سنا دیا جائے گا آج بتاریخ ہمارے دستخط و مہر عدالت سے جاری ہوا عدالت ہذا میں دعویٰ دائر کیا گیا ہے جس کی سماعت مقرر ہے مدعا علیہ کو بذریعہ اشتہار اطلاع دی جاتی ہے کہ وہ مقررہ تاریخ پر بوقت 8 بجے صبح اصالتاً یا وکالتاً حاضر عدالت ہو کر جواب دعویٰ داخل کرے بصورت دیگر کارروائی یکطرفہ عمل میں لائی جائے گی اور فیصلہ سنا دیا جائے گا آج بتاریخ ہمارے دستخط و مہر عدالت سے جاری ہوا عدالت ہذا میں دعویٰ دائر کیا گیا ہے جس کی سماعت مقرر ہے مدعا علیہ کو بذریعہ اشتہار اطلاع دی جاتی ہے کہ وہ مقررہ تاریخ پر بوقت 8 بجے صبح اصالتاً یا وکالتاً حاضر عدالت ہو کر جواب دعویٰ داخل کرے بصورت دیگر کارروائی یکطرفہ عمل میں لائی جائے گی اور فیصلہ سنا دیا جائے گا آج بتاریخ ہمارے دستخط و مہر عدالت سے جاری ہوا عدالت ہذا میں دعویٰ دائر کیا گیا ہے جس کی سماعت مقرر ہے مدعا علیہ کو بذریعہ اشتہار اطلاع دی جاتی ہے کہ وہ مقررہ تاریخ پر بوقت 8 بجے صبح اصالتاً یا وکالتاً حاضر عدالت ہو کر جواب دعویٰ داخل کرے بصورت دیگر کارروائی یکطرفہ عمل میں لائی جائے گی اور فیصلہ سنا دیا جائے گا آج بتاریخ ہمارے دستخط و مہر عدالت سے جاری ہوا	[365, 1807, 450, 2103]
notice-1	[634, 20, 718, 229]
notice-body: عدالت ہذا میں دعویٰ دائر کیا گیا ہے جس کی سماعت مقرر ہے مدعا علیہ کو بذریعہ اشتہار اطلاع دی جاتی ہے کہ وہ مقررہ تاریخ پر بوقت 8 بجے صبح اصالتاً یا وکالتاً حاضر عدالت ہو کر جواب دعویٰ داخل کرے بصورت دیگر کارروائی یکطرفہ عمل میں لائی جائے گی اور فیصلہ سنا دیا جائے گا آج بتاریخ ہمارے دستخط و مہر عدالت سے جاری ہوا عدالت ہذا میں دعویٰ دائر کیا گیا ہے جس کی سماعت مقرر ہے مدعا علیہ کو بذریعہ اشتہار اطلاع دی جاتی ہے کہ وہ مقررہ تاریخ پر بوقت 8 بجے صبح اصالتاً یا وکالتاً حاضر عدالت ہو کر جواب دعویٰ داخل کرے بصورت دیگر کارروائی یکطرفہ عمل میں لائی جائے گی اور فیصلہ سنا دیا جائے گا آج بتاریخ ہمارے دستخط و مہر عدالت سے جاری ہوا عدالت ہذا میں دعویٰ دائر کیا گیا ہے جس کی سماعت مقرر ہے مدعا علیہ کو بذریعہ اشتہار اطلاع دی جاتی ہے کہ وہ مقررہ تاریخ پر بوقت 8 بجے صبح اصالتاً یا وکالتاً حاضر عدالت ہو کر جواب دعویٰ داخل کرے بصورت دیگر کارروائی یکطرفہ عمل میں لائی جائے گی اور فیصلہ سنا دیا جائے گا آج بتاریخ ہمارے دستخط و مہر عدالت سے جاری ہوا عدالت ہذا میں دعویٰ دائر کیا گیا ہے جس کی سماعت مقرر ہے مدعا علیہ کو بذریعہ اشتہار اطلاع دی جاتی ہے کہ وہ مقررہ تاریخ پر بوقت 8 بجے صبح اصالتاً یا وکالتاً حاضر عدالت ہو کر جواب دعویٰ داخل کرے بصورت دیگر کارروائی یکطرفہ عمل میں لائی جائے گی اور فیصلہ سنا دیا جائے گا آج بتاریخ ہمارے دستخط و مہر عدالت سے جاری ہوا	[7, 1856, 91, 2053]
notice-label: جیجاسٹ	[545, 380, 612, 388]
notice-header	[186, 2155, 270, 2164]
notice-body: عدالت ہذا میں دعویٰ دائر کیا گیا ہے جس کی سماعت مقرر ہے مدعا علیہ کو بذریعہ اشتہار اطلاع دی جاتی ہے کہ وہ مقررہ تاریخ پر بوقت 8 بجے صبح اصالتاً یا وکالتاً حاضر عدالت ہو کر جواب دعویٰ داخل کرے بصورت دیگر کارروائی یکطرفہ عمل میں لائی جائے گی اور فیصلہ سنا دیا جائے گا آج بتاریخ ہمارے دستخط و مہر عدالت سے جاری ہوا عدالت ہذا میں دعویٰ دائر کیا گیا ہے جس کی سماعت مقرر ہے مدعا علیہ کو بذریعہ اشتہار اطلاع دی جاتی ہے کہ وہ مقررہ تاریخ پر بوقت 8 بجے صبح اصالتاً یا وکالتاً حاضر عدالت ہو کر جواب دعویٰ داخل کرے بصورت دیگر کارروائی یکطرفہ عمل میں لائی جائے گی اور فیصلہ سنا دیا جائے گا آج بتاریخ ہمارے دستخط و مہر عدالت سے جاری ہوا عدالت ہذا میں دعویٰ دائر کیا گیا ہے جس کی سماعت مقرر ہے مدعا علیہ کو بذریعہ اشتہار اطلاع دی جاتی ہے کہ وہ مقررہ تاریخ پر بوقت 8 بجے صبح اصالتاً یا وکالتاً حاضر عدالت ہو کر جواب دعویٰ داخل کرے بصورت دیگر کارروائی یکطرفہ عمل میں لائی جائے گی اور فیصلہ سنا دیا جائے گا آج بتاریخ ہمارے دستخط و مہر عدالت سے جاری ہوا عدالت ہذا میں دعویٰ دائر کیا گیا ہے جس کی سماعت مقرر ہے مدعا علیہ کو بذریعہ اشتہار اطلاع دی جاتی ہے کہ وہ مقررہ تاریخ پر بوقت 8 بجے صبح اصالتاً یا وکالتاً حاضر عدالت ہو کر جواب دعویٰ داخل کرے بصورت دیگر کارروائی یکطرفہ عمل میں لائی جائے گی اور فیصلہ سنا دیا جائے گا آج بتاریخ ہمارے دستخط و مہر عدالت سے جاری ہوا	[96, 1856, 181, 2053]
notice-26	[365, 1323, 450, 1532]
notice-label: جیجاسٹ	[366, 2106, 433, 2114]
notice-header	[276, 1323, 360, 1333]
notice-body: عدالت ہذا میں دعویٰ دائر کیا گیا ہے جس کی سماعت مقرر ہے مدعا علیہ کو بذریعہ اشتہار اطلاع دی جاتی ہے کہ وہ مقررہ تاریخ پر بوقت 8 بجے صبح اصالتاً یا وکالتاً حاضر عدالت ہو کر جواب دعویٰ داخل کرے بصورت دیگر کارروائی یکطرفہ عمل میں لائی جائے گی اور فیصلہ سنا دیا جائے گا آج بتاریخ ہمارے دستخط و مہر عدالت سے جاری ہوا عدالت ہذا میں دعویٰ دائر کیا گیا ہے جس کی سماعت مقرر ہے مدعا علیہ کو بذریعہ اشتہار اطلاع دی جاتی ہے کہ وہ مقررہ تاریخ پر بوقت 8 بجے صبح اصالتاً یا وکالتاً حاضر عدالت ہو کر جواب دعویٰ داخل کرے بصورت دیگر کارروائی یکطرفہ عمل میں لائی جائے گی اور فیصلہ سنا دیا جائے گا آج بتاریخ ہمارے دستخط و مہر عدالت سے جاری ہوا عدالت ہذا میں دعویٰ دائر کیا گیا ہے جس کی سماعت مقرر ہے مدعا علیہ کو بذریعہ اشتہار اطلاع دی جاتی ہے کہ وہ مقررہ تاریخ پر بوقت 8 بجے صبح اصالتاً یا وکالتاً حاضر عدالت ہو کر جواب دعویٰ داخل کرے بصورت دیگر کارروائی یکطرفہ عمل میں لائی جائے گی اور فیصلہ سنا دیا جائے گا آج بتاریخ ہمارے دستخط و مہر عدالت سے جاری ہوا	[186, 2005, 270, 2152]
disown-signature: ہراساں: محمد اسلم	[7, 2491, 58, 2497]
notice-header	[186, 330, 270, 340]
notice-53	[96, 1013, 181, 1321]
notice-number: بجے 14	[612, 1324, 628, 1332]
notice-number: بجے 43	[254, 1324, 270, 1332]
notice-body: عدالت ہذا میں دعویٰ دائر کیا گیا ہے جس کی سماعت مقرر ہے مدعا علیہ کو بذریعہ اشتہار اطلاع دی جاتی ہے کہ وہ مقررہ تاریخ پر بوقت 8 بجے صبح اصالتاً یا وکالتاً حاضر عدالت ہو کر جواب دعویٰ داخل کرے بصورت دیگر کارروائی یکطرفہ عمل میں لائی جائے گی اور فیصلہ سنا دیا جائے گا آج بتاریخ ہمارے دستخط و مہر عدالت سے جاری ہوا عدالت ہذا میں دعویٰ دائر کیا گیا ہے جس کی سماعت مقرر ہے مدعا علیہ کو بذریعہ اشتہار اطلاع دی جاتی ہے کہ وہ مقررہ تاریخ پر بوقت 8 بجے صبح اصالتاً یا وکالتاً حاضر عدالت ہو کر جواب دعویٰ داخل کرے بصورت دیگر کارروائی یکطرفہ عمل میں لائی جائے گی اور فیصلہ سنا دیا جائے گا آج بتاریخ ہمارے دستخط و مہر عدالت سے جاری ہوا عدالت ہذا میں دعویٰ دائر کیا گیا ہے جس کی سماعت مقرر ہے مدعا علیہ کو بذریعہ اشتہار اطلاع دی جاتی ہے کہ وہ مقررہ تاریخ پر بوقت 8 بجے صبح اصالتاً یا وکالتاً حاضر عدالت ہو کر جواب دعویٰ داخل کرے بصورت دیگر کارروائی یکطرفہ عمل میں لائی جائے گی اور فیصلہ سنا دیا جائے گا آج بتاریخ ہمارے دستخط و مہر عدالت سے جاری ہوا عدالت ہذا میں دعویٰ دائر کیا گیا ہے جس کی سماعت مقرر ہے مدعا علیہ کو بذریعہ اشتہار اطلاع دی جاتی ہے کہ وہ مقررہ تاریخ پر بوقت 8 بجے صبح اصالتاً یا وکالتاً حاضر عدالت ہو کر جواب دعویٰ داخل کرے بصورت دیگر کارروائی یکطرفہ عمل میں لائی جائے گی اور فیصلہ سنا دیا جائے گا آج بتاریخ ہمارے دستخط و مہر عدالت سے جاری ہوا	[7, 553, 91, 750]
notice-number: بجے 60	[75, 380, 91, 388]
notice-32	[276, 393, 360, 651]
notice-body: عدالت ہذا میں دعویٰ دائر کیا گیا ہے جس کی سماعت مقرر ہے مدعا علیہ کو بذریعہ اشتہار اطلاع دی جاتی ہے کہ وہ مقررہ تاریخ پر بوقت 8 بجے صبح اصالتاً یا وکالتاً حاضر عدالت ہو کر جواب دعویٰ داخل کرے بصورت دیگر کارروائی یکطرفہ عمل میں لائی جائے گی اور فیصلہ سنا دیا جائے گا آج بتاریخ ہمارے دستخط و مہر عدالت سے جاری ہوا عدالت ہذا میں دعویٰ دائر کیا گیا ہے جس کی سماعت مقرر ہے مدعا علیہ کو بذریعہ اشتہار اطلاع دی جاتی ہے کہ وہ مقررہ تاریخ پر بوقت 8 بجے صبح اصالتاً یا وکالتاً حاضر عدالت ہو کر جواب دعویٰ داخل کرے بصورت دیگر کارروائی یکطرفہ عمل میں لائی جائے گی اور فیصلہ سنا دیا جائے گا آج بتاریخ ہمارے دستخط و مہر عدالت سے جاری ہوا عدالت ہذا میں دعویٰ دائر کیا گیا ہے جس کی سماعت مقرر ہے مدعا علیہ کو بذریعہ اشتہار اطلاع دی جاتی ہے کہ وہ مقررہ تاریخ پر بوقت 8 بجے صبح اصالتاً یا وکالتاً حاضر عدالت ہو کر جواب دعویٰ داخل کرے بصورت دیگر کارروائی یکطرفہ عمل میں لائی جائے گی اور فیصلہ سنا دیا جائے گا آج بتاریخ ہمارے دستخط و مہر عدالت سے جاری ہوا عدالت ہذا میں دعویٰ دائر کیا گیا ہے جس کی سماعت مقرر ہے مدعا علیہ کو بذریعہ اشتہار اطلاع دی جاتی ہے کہ وہ مقررہ تاریخ پر بوقت 8 بجے صبح اصالتاً یا وکالتاً حاضر عدالت ہو کر جواب دعویٰ داخل کرے بصورت دیگر کارروائی یکطرفہ عمل میں لائی جائے گی اور فیصلہ سنا دیا جائے گا آج بتاریخ ہمارے دستخط و مہر عدالت سے جاری ہوا عدالت ہذا میں دعویٰ دائر کیا گیا ہے جس کی سماعت مقرر ہے مدعا علیہ کو بذریعہ اشتہار اطلاع دی جاتی ہے کہ وہ مقررہ تاریخ پر بوقت 8 بجے صبح اصالتاً یا وکالتاً حاضر عدالت ہو کر جواب دعویٰ داخل کرے بصورت دیگر کارروائی یکطرفہ عمل میں لائی جائے گی اور فیصلہ سنا دیا جائے گا آج بتاریخ ہمارے دستخط و مہر عدالت سے جاری ہوا عدالت ہذا میں دعویٰ دائر کیا گیا ہے جس کی سماعت مقرر ہے مدعا علیہ کو بذریعہ اشتہار اطلاع دی جاتی ہے کہ وہ مقررہ تاریخ پر بوقت 8 بجے صبح اصالتاً یا وکالتاً حاضر عدالت ہو کر جواب دعویٰ داخل کرے بصورت دیگر کارروائی یکطرفہ عمل میں لائی جائے گی اور فیصلہ سنا دیا جائے گا آج بتاریخ ہمارے دستخط و مہر عدالت سے جاری ہوا عدالت ہذا میں دعویٰ دائر کیا گیا ہے جس کی سماعت مقرر ہے مدعا علیہ کو بذریعہ اشتہار اطلاع دی جاتی ہے کہ وہ مقررہ تاریخ پر بوقت 8 بجے صبح اصالتاً یا وکالتاً حاضر عدالت ہو کر جواب دعویٰ داخل کرے بصورت دیگر کارروائی یکطرفہ عمل میں لائی جائے گی اور فیصلہ سنا دیا جائے گا آج بتاریخ ہمارے دستخط و مہر عدالت سے جاری ہوا	[455, 814, 539, 1159]
notice-label: جیجاسٹ	[455, 231, 523, 240]
notice-65	[7, 1683, 91, 1842]
notice-header	[365, 231, 450, 241]
notice-label: جیجاسٹ	[186, 2366, 254, 2375]
notice-number: بجے 38	[254, 20, 270, 29]
notice-body: عدالت ہذا میں دعویٰ دائر کیا گیا ہے جس کی سماعت مقرر ہے مدعا علیہ کو بذریعہ اشتہار اطلاع دی جاتی ہے کہ وہ مقررہ تاریخ پر بوقت 8 بجے صبح اصالتاً یا وکالتاً حاضر عدالت ہو کر جواب دعویٰ داخل کرے بصورت دیگر کارروائی یکطرفہ عمل میں لائی جائے گی اور فیصلہ سنا دیا جائے گا آج بتاریخ ہمارے دستخط و مہر عدالت سے جاری ہوا عدالت ہذا میں دعویٰ دائر کیا گیا ہے جس کی سماعت مقرر ہے مدعا علیہ کو بذریعہ اشتہار اطلاع دی جاتی ہے کہ وہ مقررہ تاریخ پر بوقت 8 بجے صبح اصالتاً یا وکالتاً حاضر عدالت ہو کر جواب دعویٰ داخل کرے بصورت دیگر کارروائی یکطرفہ عمل میں لائی جائے گی اور فیصلہ سنا دیا جائے گا آج بتاریخ ہمارے دستخط و مہر عدالت سے جاری ہوا عدالت ہذا میں دعویٰ دائر کیا گیا ہے جس کی سماعت مقرر ہے مدعا علیہ کو بذریعہ اشتہار اطلاع دی جاتی ہے کہ وہ مقررہ تاریخ پر بوقت 8 بجے صبح اصالتاً یا وکالتاً حاضر عدالت ہو کر جواب دعویٰ داخل کرے بصورت دیگر کارروائی یکطرفہ عمل میں لائی جائے گی اور فیصلہ سنا دیا جائے گا آج بتاریخ ہمارے دستخط و مہر عدالت سے جاری ہوا عدالت ہذا میں دعویٰ دائر کیا گیا ہے جس کی سماعت مقرر ہے مدعا علیہ کو بذریعہ اشتہار اطلاع دی جاتی ہے کہ وہ مقررہ تاریخ پر بوقت 8 بجے صبح اصالتاً یا وکالتاً حاضر عدالت ہو کر جواب دعویٰ داخل کرے بصورت دیگر کارروائی یکطرفہ عمل میں لائی جائے گی اور فیصلہ سنا دیا جائے گا آج بتاریخ ہمارے دستخط و مہر عدالت سے جاری ہوا	[365, 1335, 450, 1532]
notice-3	[634, 492, 718, 800]
notice-body: عدالت ہذا میں دعویٰ دائر کیا گیا ہے جس کی سماعت مقرر ہے مدعا علیہ کو بذریعہ اشتہار اطلاع دی جاتی ہے کہ وہ مقررہ تاریخ پر بوقت 8 بجے صبح اصالتاً یا وکالتاً حاضر عدالت ہو کر جواب دعویٰ داخل کرے بصورت دیگر کارروائی یکطرفہ عمل میں لائی جائے گی اور فیصلہ سنا دیا جائے گا آج بتاریخ ہمارے دستخط و مہر عدالت سے جاری ہوا عدالت ہذا میں دعویٰ دائر کیا گیا ہے جس کی سماعت مقرر ہے مدعا علیہ کو بذریعہ اشتہار اطلاع دی جاتی ہے کہ وہ مقررہ تاریخ پر بوقت 8 بجے صبح اصالتاً یا وکالتاً حاضر عدالت ہو کر جواب دعویٰ داخل کرے بصورت دیگر کارروائی یکطرفہ عمل میں لائی جائے گی اور فیصلہ سنا دیا جائے گا آج بتاریخ ہمارے دستخط و مہر عدالت سے جاری ہوا عدالت ہذا میں دعویٰ دائر کیا گیا ہے جس کی سماعت مقرر ہے مدعا علیہ کو بذریعہ اشتہار اطلاع دی جاتی ہے کہ وہ مقررہ تاریخ پر بوقت 8 بجے صبح اصالتاً یا وکالتاً حاضر عدالت ہو کر جواب دعویٰ داخل کرے بصورت دیگر کارروائی یکطرفہ عمل میں لائی جائے گی اور فیصلہ سنا دیا جائے گا آج بتاریخ ہمارے دستخط و مہر عدالت سے جاری ہوا عدالت ہذا میں دعویٰ دائر کیا گیا ہے جس کی سماعت مقرر ہے مدعا علیہ کو بذریعہ اشتہار اطلاع دی جاتی ہے کہ وہ مقررہ تاریخ پر بوقت 8 بجے صبح اصالتاً یا وکالتاً حاضر عدالت ہو کر جواب دعویٰ داخل کرے بصورت دیگر کارروائی یکطرفہ عمل میں لائی جائے گی اور فیصلہ سنا دیا جائے گا آج بتاریخ ہمارے دستخط و مہر عدالت سے جاری ہوا عدالت ہذا میں دعویٰ دائر کیا گیا ہے جس کی سماعت مقرر ہے مدعا علیہ کو بذریعہ اشتہار اطلاع دی جاتی ہے کہ وہ مقررہ تاریخ پر بوقت 8 بجے صبح اصالتاً یا وکالتاً حاضر عدالت ہو کر جواب دعویٰ داخل کرے بصورت دیگر کارروائی یکطرفہ عمل میں لائی جائے گی اور فیصلہ سنا دیا جائے گا آج بتاریخ ہمارے دستخط و مہر عدالت سے جاری ہوا عدالت ہذا میں دعویٰ دائر کیا گیا ہے جس کی سماعت مقرر ہے مدعا علیہ کو بذریعہ اشتہار اطلاع دی جاتی ہے کہ وہ مقررہ تاریخ پر بوقت 8 بجے صبح اصالتاً یا وکالتاً حاضر عدالت ہو کر جواب دعویٰ داخل کرے بصورت دیگر کارروائی یکطرفہ عمل میں لائی جائے گی اور فیصلہ سنا دیا جائے گا آج بتاریخ ہمارے دستخط و مہر عدالت سے جاری ہوا	[634, 1807, 718, 2103]
notice-body: عدالت ہذا میں دعویٰ دائر کیا گیا ہے جس کی سماعت مقرر ہے مدعا علیہ کو بذریعہ اشتہار اطلاع دی جاتی ہے کہ وہ مقررہ تاریخ پر بوقت 8 بجے صبح اصالتاً یا وکالتاً حاضر عدالت ہو کر جواب دعویٰ داخل کرے بصورت دیگر کارروائی یکطرفہ عمل میں لائی جائے گی اور فیصلہ سنا دیا جائے گا آج بتاریخ ہمارے دستخط و مہر عدالت سے جاری ہوا عدالت ہذا میں دعویٰ دائر کیا گیا ہے جس کی سماعت مقرر ہے مدعا علیہ کو بذریعہ اشتہار اطلاع دی جاتی ہے کہ وہ مقررہ تاریخ پر بوقت 8 بجے صبح اصالتاً یا وکالتاً حاضر عدالت ہو کر جواب دعویٰ داخل کرے بصورت دیگر کارروائی یکطرفہ عمل میں لائی جائے گی اور فیصلہ سنا دیا جائے گا آج بتاریخ ہمارے دستخط و مہر عدالت سے جاری ہوا عدالت ہذا میں دعویٰ دائر کیا گیا ہے جس کی سماعت مقرر ہے مدعا علیہ کو بذریعہ اشتہار اطلاع دی جاتی ہے کہ وہ مقررہ تاریخ پر بوقت 8 بجے صبح اصالتاً یا وکالتاً حاضر عدالت ہو کر جواب دعویٰ داخل کرے بصورت دیگر کارروائی یکطرفہ عمل میں لائی جائے گی اور فیصلہ سنا دیا جائے گا آج بتاریخ ہمارے دستخط و مہر عدالت سے جاری ہوا عدالت ہذا میں دعویٰ دائر کیا گیا ہے جس کی سماعت مقرر ہے مدعا علیہ کو بذریعہ اشتہار اطلاع دی جاتی ہے کہ وہ مقررہ تاریخ پر بوقت 8 بجے صبح اصالتاً یا وکالتاً حاضر عدالت ہو کر جواب دعویٰ داخل کرے بصورت دیگر کارروائی یکطرفہ عمل میں لائی جائے گی اور فیصلہ سنا دیا جائے گا آج بتاریخ ہمارے دستخط و مہر عدالت سے جاری ہوا عدالت ہذا میں دعویٰ دائر کیا گیا ہے جس کی سماعت مقرر ہے مدعا علیہ کو بذریعہ اشتہار اطلاع دی جاتی ہے کہ وہ مقررہ تاریخ پر بوقت 8 بجے صبح اصالتاً یا وکالتاً حاضر عدالت ہو کر جواب دعویٰ داخل کرے بصورت دیگر کارروائی یکطرفہ عمل میں لائی جائے گی اور فیصلہ سنا دیا جائے گا آج بتاریخ ہمارے دستخط و مہر عدالت سے جاری ہوا عدالت ہذا میں دعویٰ دائر کیا گیا ہے جس کی سماعت مقرر ہے مدعا علیہ کو بذریعہ اشتہار اطلاع دی جاتی ہے کہ وہ مقررہ تاریخ پر بوقت 8 بجے صبح اصالتاً یا وکالتاً حاضر عدالت ہو کر جواب دعویٰ داخل کرے بصورت دیگر کارروائی یکطرفہ عمل میں لائی جائے گی اور فیصلہ سنا دیا جائے گا آج بتاریخ ہمارے دستخط و مہر عدالت سے جاری ہوا	[186, 1335, 270, 1631]
notice-label: جیجاسٹ	[545, 1013, 612, 1022]
notice-header	[96, 752, 181, 762]
notice-49	[96, 20, 181, 377]
notice-28	[365, 1795, 450, 2103]
notice-33	[276, 653, 360, 961]
notice-number: بجے 3	[702, 493, 718, 500]
notice-19	[455, 802, 539, 1159]
notice-label: جیجاسٹ	[97, 1324, 164, 1332]
notice-body: عدالت ہذا میں دعویٰ دائر کیا گیا ہے جس کی سماعت مقرر ہے مدعا علیہ کو بذریعہ اشتہار اطلاع دی جاتی ہے کہ وہ مقررہ تاریخ پر بوقت 8 بجے صبح اصالتاً یا وکالتاً حاضر عدالت ہو کر جواب دعویٰ داخل کرے بصورت دیگر کارروائی یکطرفہ عمل میں لائی جائے گی اور فیصلہ سنا دیا جائے گا آج بتاریخ ہمارے دستخط و مہر عدالت سے جاری ہوا عدالت ہذا میں دعویٰ دائر کیا گیا ہے جس کی سماعت مقرر ہے مدعا علیہ کو بذریعہ اشتہار اطلاع دی جاتی ہے کہ وہ مقررہ تاریخ پر بوقت 8 بجے صبح اصالتاً یا وکالتاً حاضر عدالت ہو کر جواب دعویٰ داخل کرے بصورت دیگر کارروائی یکطرفہ عمل میں لائی جائے گی اور فیصلہ سنا دیا جائے گا آج بتاریخ ہمارے دستخط و مہر عدالت سے جاری ہوا عدالت ہذا میں دعویٰ دائر کیا گیا ہے جس کی سماعت مقرر ہے مدعا علیہ کو بذریعہ اشتہار اطلاع دی جاتی ہے کہ وہ مقررہ تاریخ پر بوقت 8 بجے صبح اصالتاً یا وکالتاً حاضر عدالت ہو کر جواب دعویٰ داخل کرے بصورت دیگر کارروائی یکطرفہ عمل میں لائی جائے گی اور فیصلہ سنا دیا جائے گا آج بتاریخ ہمارے دستخط و مہر عدالت سے جاری ہوا عدالت ہذا میں دعویٰ دائر کیا گیا ہے جس کی سماعت مقرر ہے مدعا علیہ کو بذریعہ اشتہار اطلاع دی جاتی ہے کہ وہ مقررہ تاریخ پر بوقت 8 بجے صبح اصالتاً یا وکالتاً حاضر عدالت ہو کر جواب دعویٰ داخل کرے بصورت دیگر کارروائی یکطرفہ عمل میں لائی جائے گی اور فیصلہ سنا دیا جائے گا آج بتاریخ ہمارے دستخط و مہر عدالت سے جاری ہوا	[276, 1497, 360, 1693]
notice-header	[544, 541, 629, 551]
notice-header	[544, 1683, 629, 1692]
column-6	[184, 18, 272, 2574]
notice-header	[365, 489, 450, 503]
notice-body: عدالت ہذا میں دعویٰ دائر کیا گیا ہے جس کی سماعت مقرر ہے مدعا علیہ کو بذریعہ اشتہار اطلاع دی جاتی ہے کہ وہ مقررہ تاریخ پر بوقت 8 بجے صبح اصالتاً یا وکالتاً حاضر عدالت ہو کر جواب دعویٰ داخل کرے بصورت دیگر کارروائی یکطرفہ عمل میں لائی جائے گی اور فیصلہ سنا دیا جائے گا آج بتاریخ ہمارے دستخط و مہر عدالت سے جاری ہوا عدالت ہذا میں دعویٰ دائر کیا گیا ہے جس کی سماعت مقرر ہے مدعا علیہ کو بذریعہ اشتہار اطلاع دی جاتی ہے کہ وہ مقررہ تاریخ پر بوقت 8 بجے صبح اصالتاً یا وکالتاً حاضر عدالت ہو کر جواب دعویٰ داخل کرے بصورت دیگر کارروائی یکطرفہ عمل میں لائی جائے گی اور فیصلہ سنا دیا جائے گا آج بتاریخ ہمارے دستخط و مہر عدالت سے جاری ہوا عدالت ہذا میں دعویٰ دائر کیا گیا ہے جس کی سماعت مقرر ہے مدعا علیہ کو بذریعہ اشتہار اطلاع دی جاتی ہے کہ وہ مقررہ تاریخ پر بوقت 8 بجے صبح اصالتاً یا وکالتاً حاضر عدالت ہو کر جواب دعویٰ داخل کرے بصورت دیگر کارروائی یکطرفہ عمل میں لائی جائے گی اور فیصلہ سنا دیا جائے گا آج بتاریخ ہمارے دستخط و مہر عدالت سے جاری ہوا عدالت ہذا میں دعویٰ دائر کیا گیا ہے جس کی سماعت مقرر ہے مدعا علیہ کو بذریعہ اشتہار اطلاع دی جاتی ہے کہ وہ مقررہ تاریخ پر بوقت 8 بجے صبح اصالتاً یا وکالتاً حاضر عدالت ہو کر جواب دعویٰ داخل کرے بصورت دیگر کارروائی یکطرفہ عمل میں لائی جائے گی اور فیصلہ سنا دیا جائے گا آج بتاریخ ہمارے دستخط و مہر عدالت سے جاری ہوا عدالت ہذا میں دعویٰ دائر کیا گیا ہے جس کی سماعت مقرر ہے مدعا علیہ کو بذریعہ اشتہار اطلاع دی جاتی ہے کہ وہ مقررہ تاریخ پر بوقت 8 بجے صبح اصالتاً یا وکالتاً حاضر عدالت ہو کر جواب دعویٰ داخل کرے بصورت دیگر کارروائی یکطرفہ عمل میں لائی جائے گی اور فیصلہ سنا دیا جائے گا آج بتاریخ ہمارے دستخط و مہر عدالت سے جاری ہوا عدالت ہذا میں دعویٰ دائر کیا گیا ہے جس کی سماعت مقرر ہے مدعا علیہ کو بذریعہ اشتہار اطلاع دی جاتی ہے کہ وہ مقررہ تاریخ پر بوقت 8 بجے صبح اصالتاً یا وکالتاً حاضر عدالت ہو کر جواب دعویٰ داخل کرے بصورت دیگر کارروائی یکطرفہ عمل میں لائی جائے گی اور فیصلہ سنا دیا جائے گا آج بتاریخ ہمارے دستخط و مہر عدالت سے جاری ہوا عدالت ہذا میں دعویٰ دائر کیا گیا ہے جس کی سماعت مقرر ہے مدعا علیہ کو بذریعہ اشتہار اطلاع دی جاتی ہے کہ وہ مقررہ تاریخ پر بوقت 8 بجے صبح اصالتاً یا وکالتاً حاضر عدالت ہو کر جواب دعویٰ داخل کرے بصورت دیگر کارروائی یکطرفہ عمل میں لائی جائے گی اور فیصلہ سنا دیا جائے گا آج بتاریخ ہمارے دستخط و مہر عدالت سے جاری ہوا	[276, 975, 360, 1320]
notice-label: جیجاسٹ	[634, 20, 702, 29]
notice-header	[186, 2366, 270, 2376]
court-notice-box	[7, 2317, 91, 2430]
court-notice-title: بعدالت جناب محمد عارف انجم صاحب سب رجسٹرار تحصیل و ضلع شیخوپورہ	[11, 2323, 87, 2387]
notice-header	[634, 492, 718, 501]
notice-header	[455, 231, 539, 241]
notice-number: بجے 63	[75, 1013, 91, 1022]
notice-label: جیجاسٹ	[186, 1063, 254, 1072]
notice-number: بجے 5	[702, 1163, 718, 1170]
notice-body: عدالت ہذا میں دعویٰ دائر کیا گیا ہے جس کی سماعت مقرر ہے مدعا علیہ کو بذریعہ اشتہار اطلاع دی جاتی ہے کہ وہ مقررہ تاریخ پر بوقت 8 بجے صبح اصالتاً یا وکالتاً حاضر عدالت ہو کر جواب دعویٰ داخل کرے بصورت دیگر کارروائی یکطرفہ عمل میں لائی جائے گی اور فیصلہ سنا دیا جائے گا آج بتاریخ ہمارے دستخط و مہر عدالت سے جاری ہوا عدالت ہذا میں دعویٰ دائر کیا گیا ہے جس کی سماعت مقرر ہے مدعا علیہ کو بذریعہ اشتہار اطلاع دی جاتی ہے کہ وہ مقررہ تاریخ پر بوقت 8 بجے صبح اصالتاً یا وکالتاً حاضر عدالت ہو کر جواب دعویٰ داخل کرے بصورت دیگر کارروائی یکطرفہ عمل میں لائی جائے گی اور فیصلہ سنا دیا جائے گا آج بتاریخ ہمارے دستخط و مہر عدالت سے جاری ہوا عدالت ہذا میں دعویٰ دائر کیا گیا ہے جس کی سماعت مقرر ہے مدعا علیہ کو بذریعہ اشتہار اطلاع دی جاتی ہے کہ وہ مقررہ تاریخ پر بوقت 8 بجے صبح اصالتاً یا وکالتاً حاضر عدالت ہو کر جواب دعویٰ داخل کرے بصورت دیگر کارروائی یکطرفہ عمل میں لائی جائے گی اور فیصلہ سنا دیا جائے گا آج بتاریخ ہمارے دستخط و مہر عدالت سے جاری ہوا	[544, 391, 629, 538]
notice-label: جیجاسٹ	[186, 1993, 254, 2002]
notice-label: جیجاسٹ	[634, 1162, 702, 1171]
notice-label: جیجاسٹ	[97, 2317, 164, 2326]
notice-number: بجے 66	[75, 1845, 91, 1854]
notice-header	[455, 489, 539, 503]
masthead	[0, 0, 722, 18]
column-4	[363, 18, 451, 2462]
notice-label: جیجاسٹ	[634, 802, 702, 811]
notice-label: جیجاسٹ	[7, 20, 75, 29]
notice-label: جیجاسٹ	[455, 1162, 523, 1171]
notice-number: بجے 28	[433, 1795, 449, 1804]
classified-page	[2, 18, 720, 2574]
notice-2	[634, 231, 718, 489]
notice-header	[7, 379, 91, 389]
notice-number: بجے 16	[523, 20, 539, 29]
notice-label: جیجاسٹ	[276, 1324, 343, 1332]
notice-label: جیجاسٹ	[545, 20, 612, 29]
notice-body: عدالت ہذا میں دعویٰ دائر کیا گیا ہے جس کی سماعت مقرر ہے مدعا علیہ کو بذریعہ اشتہار اطلاع دی جاتی ہے کہ وہ مقررہ تاریخ پر بوقت 8 بجے صبح اصالتاً یا وکالتاً حاضر عدالت ہو کر جواب دعویٰ داخل کرے بصورت دیگر کارروائی یکطرفہ عمل میں لائی جائے گی اور فیصلہ سنا دیا جائے گا آج بتاریخ ہمارے دستخط و مہر عدالت سے جاری ہوا عدالت ہذا میں دعویٰ دائر کیا گیا ہے جس کی سماعت مقرر ہے مدعا علیہ کو بذریعہ اشتہار اطلاع دی جاتی ہے کہ وہ مقررہ تاریخ پر بوقت 8 بجے صبح اصالتاً یا وکالتاً حاضر عدالت ہو کر جواب دعویٰ داخل کرے بصورت دیگر کارروائی یکطرفہ عمل میں لائی جائے گی اور فیصلہ سنا دیا جائے گا آج بتاریخ ہمارے دستخط و مہر عدالت سے جاری ہوا عدالت ہذا میں دعویٰ دائر کیا گیا ہے جس کی سماعت مقرر ہے مدعا علیہ کو بذریعہ اشتہار اطلاع دی جاتی ہے کہ وہ مقررہ تاریخ پر بوقت 8 بجے صبح اصالتاً یا وکالتاً حاضر عدالت ہو کر جواب دعویٰ داخل کرے بصورت دیگر کارروائی یکطرفہ عمل میں لائی جائے گی اور فیصلہ سنا دیا جائے گا آج بتاریخ ہمارے دستخط و مہر عدالت سے جاری ہوا عدالت ہذا میں دعویٰ دائر کیا گیا ہے جس کی سماعت مقرر ہے مدعا علیہ کو بذریعہ اشتہار اطلاع دی جاتی ہے کہ وہ مقررہ تاریخ پر بوقت 8 بجے صبح اصالتاً یا وکالتاً حاضر عدالت ہو کر جواب دعویٰ داخل کرے بصورت دیگر کارروائی یکطرفہ عمل میں لائی جائے گی اور فیصلہ سنا دیا جائے گا آج بتاریخ ہمارے دستخط و مہر عدالت سے جاری ہوا عدالت ہذا میں دعویٰ دائر کیا گیا ہے جس کی سماعت مقرر ہے مدعا علیہ کو بذریعہ اشتہار اطلاع دی جاتی ہے کہ وہ مقررہ تاریخ پر بوقت 8 بجے صبح اصالتاً یا وکالتاً حاضر عدالت ہو کر جواب دعویٰ داخل کرے بصورت دیگر کارروائی یکطرفہ عمل میں لائی جائے گی اور فیصلہ سنا دیا جائے گا آج بتاریخ ہمارے دستخط و مہر عدالت سے جاری ہوا	[7, 764, 91, 1010]
notice-body: عدالت ہذا میں دعویٰ دائر کیا گیا ہے جس کی سماعت مقرر ہے مدعا علیہ کو بذریعہ اشتہار اطلاع دی جاتی ہے کہ وہ مقررہ تاریخ پر بوقت 8 بجے صبح اصالتاً یا وکالتاً حاضر عدالت ہو کر جواب دعویٰ داخل کرے بصورت دیگر کارروائی یکطرفہ عمل میں لائی جائے گی اور فیصلہ سنا دیا جائے گا آج بتاریخ ہمارے دستخط و مہر عدالت سے جاری ہوا عدالت ہذا میں دعویٰ دائر کیا گیا ہے جس کی سماعت مقرر ہے مدعا علیہ کو بذریعہ اشتہار اطلاع دی جاتی ہے کہ وہ مقررہ تاریخ پر بوقت 8 بجے صبح اصالتاً یا وکالتاً حاضر عدالت ہو کر جواب دعویٰ داخل کرے بصورت دیگر کارروائی یکطرفہ عمل میں لائی جائے گی اور فیصلہ سنا دیا جائے گا آج بتاریخ ہمارے دستخط و مہر عدالت سے جاری ہوا عدالت ہذا میں دعویٰ دائر کیا گیا ہے جس کی سماعت مقرر ہے مدعا علیہ کو بذریعہ اشتہار اطلاع دی جاتی ہے کہ وہ مقررہ تاریخ پر بوقت 8 بجے صبح اصالتاً یا وکالتاً حاضر عدالت ہو کر جواب دعویٰ داخل کرے بصورت دیگر کارروائی یکطرفہ عمل میں لائی جائے گی اور فیصلہ سنا دیا جائے گا آج بتاریخ ہمارے دستخط و مہر عدالت سے جاری ہوا	[186, 701, 270, 849]
notice-42	[186, 1062, 270, 1321]
notice-body: عدالت ہذا میں دعویٰ دائر کیا گیا ہے جس کی سماعت مقرر ہے مدعا علیہ کو بذریعہ اشتہار اطلاع دی جاتی ہے کہ وہ مقررہ تاریخ پر بوقت 8 بجے صبح اصالتاً یا وکالتاً حاضر عدالت ہو کر جواب دعویٰ داخل کرے بصورت دیگر کارروائی یکطرفہ عمل میں لائی جائے گی اور فیصلہ سنا دیا جائے گا آج بتاریخ ہمارے دستخط و مہر عدالت سے جاری ہوا عدالت ہذا میں دعویٰ دائر کیا گیا ہے جس کی سماعت مقرر ہے مدعا علیہ کو بذریعہ اشتہار اطلاع دی جاتی ہے کہ وہ مقررہ تاریخ پر بوقت 8 بجے صبح اصالتاً یا وکالتاً حاضر عدالت ہو کر جواب دعویٰ داخل کرے بصورت دیگر کارروائی یکطرفہ عمل میں لائی جائے گی اور فیصلہ سنا دیا جائے گا آج بتاریخ ہمارے دستخط و مہر عدالت سے جاری ہوا عدالت ہذا میں دعویٰ دائر کیا گیا ہے جس کی سماعت مقرر ہے مدعا علیہ کو بذریعہ اشتہار اطلاع دی جاتی ہے کہ وہ مقررہ تاریخ پر بوقت 8 بجے صبح اصالتاً یا وکالتاً حاضر عدالت ہو کر جواب دعویٰ داخل کرے بصورت دیگر کارروائی یکطرفہ عمل میں لائی جائے گی اور فیصلہ سنا دیا جائے گا آج بتاریخ ہمارے دستخط و مہر عدالت سے جاری ہوا عدالت ہذا میں دعویٰ دائر کیا گیا ہے جس کی سماعت مقرر ہے مدعا علیہ کو بذریعہ اشتہار اطلاع دی جاتی ہے کہ وہ مقررہ تاریخ پر بوقت 8 بجے صبح اصالتاً یا وکالتاً حاضر عدالت ہو کر جواب دعویٰ داخل کرے بصورت دیگر کارروائی یکطرفہ عمل میں لائی جائے گی اور فیصلہ سنا دیا جائے گا آج بتاریخ ہمارے دستخط و مہر عدالت سے جاری ہوا عدالت ہذا میں دعویٰ دائر کیا گیا ہے جس کی سماعت مقرر ہے مدعا علیہ کو بذریعہ اشتہار اطلاع دی جاتی ہے کہ وہ مقررہ تاریخ پر بوقت 8 بجے صبح اصالتاً یا وکالتاً حاضر عدالت ہو کر جواب دعویٰ داخل کرے بصورت دیگر کارروائی یکطرفہ عمل میں لائی جائے گی اور فیصلہ سنا دیا جائے گا آج بتاریخ ہمارے دستخط و مہر عدالت سے جاری ہوا	[365, 1546, 450, 1792]
notice-number: بجے 27	[433, 1535, 449, 1544]
notice-number: بجے 44	[254, 1634, 270, 1642]
notice-number: بجے 34	[343, 964, 359, 973]
notice-header	[276, 1696, 360, 1706]
notice-number: بجے 52	[164, 753, 180, 761]
notice-number: بجے 64	[75, 1324, 91, 1332]
notice-label: جیجاسٹ	[634, 492, 702, 501]
notice-15	[544, 1683, 629, 1842]
notice-body: عدالت ہذا میں دعویٰ دائر کیا گیا ہے جس کی سماعت مقرر ہے مدعا علیہ کو بذریعہ اشتہار اطلاع دی جاتی ہے کہ وہ مقررہ تاریخ پر بوقت 8 بجے صبح اصالتاً یا وکالتاً حاضر عدالت ہو کر جواب دعویٰ داخل کرے بصورت دیگر کارروائی یکطرفہ عمل میں لائی جائے گی اور فیصلہ سنا دیا جائے گا آج بتاریخ ہمارے دستخط و مہر عدالت سے جاری ہوا عدالت ہذا میں دعویٰ دائر کیا گیا ہے جس کی سماعت مقرر ہے مدعا علیہ کو بذریعہ اشتہار اطلاع دی جاتی ہے کہ وہ مقررہ تاریخ پر بوقت 8 بجے صبح اصالتاً یا وکالتاً حاضر عدالت ہو کر جواب دعویٰ داخل کرے بصورت دیگر کارروائی یکطرفہ عمل میں لائی جائے گی اور فیصلہ سنا دیا جائے گا آج بتاریخ ہمارے دستخط و مہر عدالت سے جاری ہوا عدالت ہذا میں دعویٰ دائر کیا گیا ہے جس کی سماعت مقرر ہے مدعا علیہ کو بذریعہ اشتہار اطلاع دی جاتی ہے کہ وہ مقررہ تاریخ پر بوقت 8 بجے صبح اصالتاً یا وکالتاً حاضر عدالت ہو کر جواب دعویٰ داخل کرے بصورت دیگر کارروائی یکطرفہ عمل میں لائی جائے گی اور فیصلہ سنا دیا جائے گا آج بتاریخ ہمارے دستخط و مہر عدالت سے جاری ہوا عدالت ہذا میں دعویٰ دائر کیا گیا ہے جس کی سماعت مقرر ہے مدعا علیہ کو بذریعہ اشتہار اطلاع دی جاتی ہے کہ وہ مقررہ تاریخ پر بوقت 8 بجے صبح اصالتاً یا وکالتاً حاضر عدالت ہو کر جواب دعویٰ داخل کرے بصورت دیگر کارروائی یکطرفہ عمل میں لائی جائے گی اور فیصلہ سنا دیا جائے گا آج بتاریخ ہمارے دستخط و مہر عدالت سے جاری ہوا	[544, 553, 629, 750]
notice-header	[276, 393, 360, 402]
notice-41	[186, 851, 270, 1060]
notice-25	[365, 1161, 450, 1321]
notice-header	[96, 1844, 181, 1854]
notice-header	[365, 2105, 450, 2115]
notice-label: جیجاسٹ	[634, 1535, 702, 1544]
notice-label: جیجاسٹ	[97, 1683, 164, 1692]
notice-24	[365, 802, 450, 1159]
notice-header	[634, 20, 718, 29]
notice-header	[186, 1062, 270, 1072]
notice-number: بجے 8	[702, 1797, 718, 1803]
masthead-title: روزنامہ وقت (3) 22 اگست 2023ء	[284, 3, 438, 14]
notice-label: جیجاسٹ	[7, 1683, 75, 1692]
notice-55	[96, 1683, 181, 1842]
